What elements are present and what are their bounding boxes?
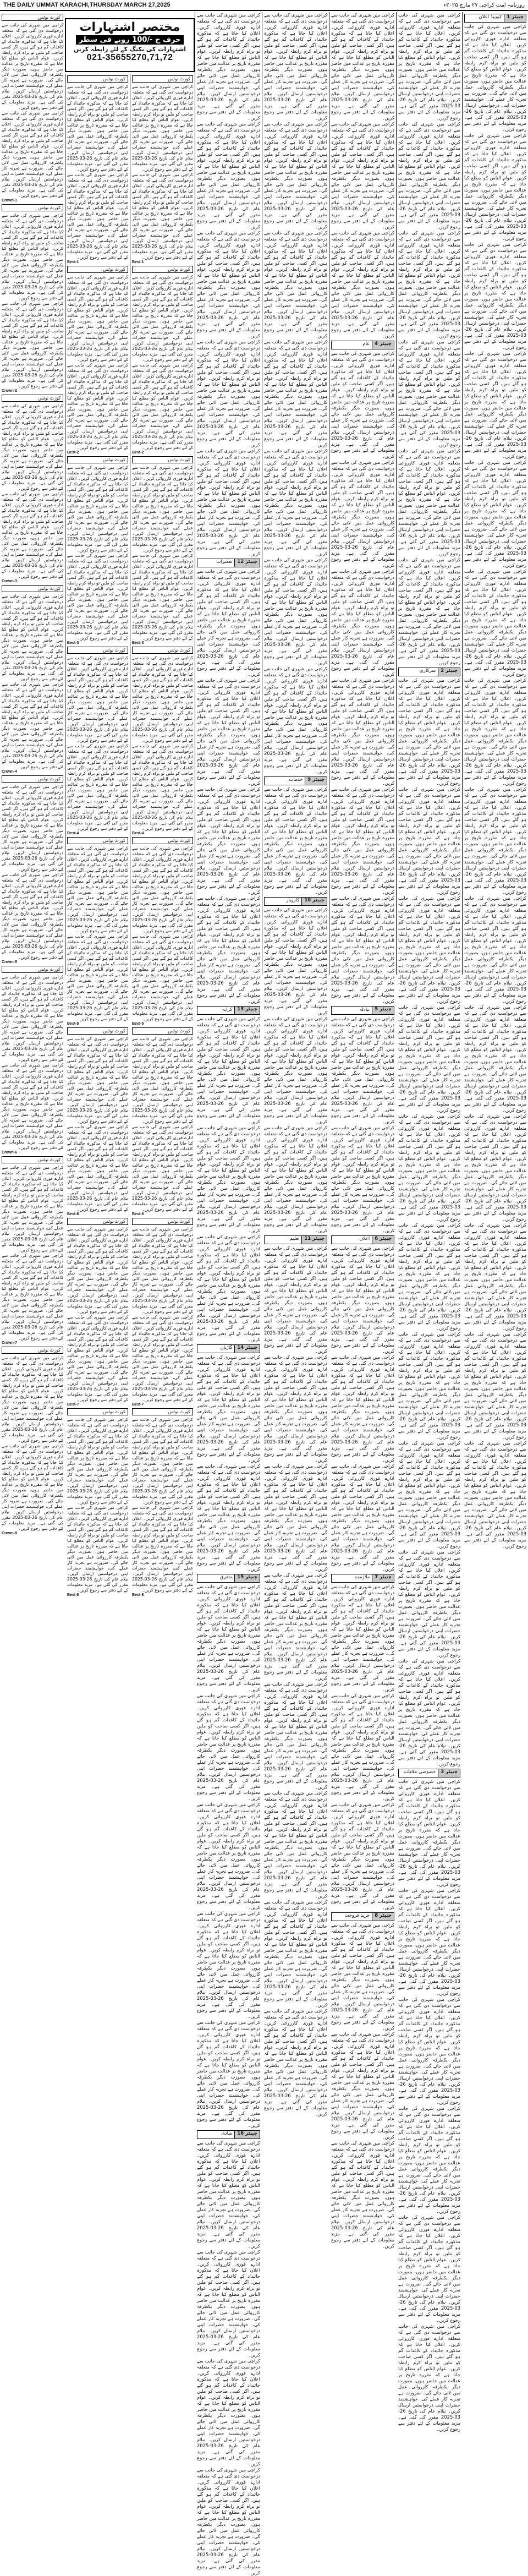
ad-text: کراچی میں شہری کی جانب سے درخواست دی گئی ہے کہ متعلقہ ادارے فوری کارروائی کریں۔ اعلان کیا جاتا ہے کہ مذکورہ جائیداد کے کاغذات گم ہو گئے ہیں، اگر کسی صاحب کو ملیں تو براہ کرم رابطہ کریں۔ عوام الناس کو مطلع کیا جاتا ہے کہ مقررہ تاریخ پر عدالت میں حاضر ہوں، بصورت دیگر یکطرفہ کارروائی عمل میں لائی جائے گی۔ ضرورت ہے تجربہ کار عملے کی، خواہشمند حضرات اپنی درخواستیں ارسال کریں۔ نیلام عام کی تاریخ 26-03-2025 مقرر کی گئی ہے۔ مزید معلومات کے لئے دفتر سے رجوع کریں۔ (197, 1125, 260, 1233)
ad-text: کراچی میں شہری کی جانب سے درخواست دی گئی ہے کہ متعلقہ ادارے فوری کارروائی کریں۔ اعلان کیا جاتا ہے کہ مذکورہ جائیداد کے کاغذات گم ہو گئے ہیں، اگر کسی صاحب کو ملیں تو براہ کرم رابطہ کریں۔ عوام الناس کو مطلع کیا جاتا ہے کہ مقررہ تاریخ پر عدالت میں حاضر ہوں، بصورت دیگر یکطرفہ کارروائی عمل میں لائی جائے گی۔ ضرورت ہے تجربہ کار عملے کی، خواہشمند حضرات اپنی درخواستیں ارسال کریں۔ نیلام عام کی تاریخ 26-03-2025 مقرر کی گئی ہے۔ مزید معلومات کے لئے دفتر سے رجوع کریں۔ (264, 230, 327, 338)
court-notice-text: کراچی میں شہری کی جانب سے درخواست دی گئی ہے کہ متعلقہ ادارے فوری کارروائی کریں۔ اعلان کیا جاتا ہے کہ مذکورہ جائیداد کے کاغذات گم ہو گئے ہیں، اگر کسی صاحب کو ملیں تو براہ کرم رابطہ کریں۔ عوام الناس کو مطلع کیا جاتا ہے کہ مقررہ تاریخ پر عدالت میں حاضر ہوں، بصورت دیگر یکطرفہ کارروائی عمل میں لائی جائے گی۔ ضرورت ہے تجربہ کار عملے کی، خواہشمند حضرات اپنی درخواستیں ارسال کریں۔ نیلام عام کی تاریخ 26-03-2025 مقرر کی گئی ہے۔ مزید معلومات کے لئے دفتر سے رجوع کریں۔ (132, 934, 193, 1021)
court-notice-heading: کورٹ نوٹس (2, 966, 63, 973)
court-notice-text: کراچی میں شہری کی جانب سے درخواست دی گئی ہے کہ متعلقہ ادارے فوری کارروائی کریں۔ اعلان کیا جاتا ہے کہ مذکورہ جائیداد کے کاغذات گم ہو گئے ہیں، اگر کسی صاحب کو ملیں تو براہ کرم رابطہ کریں۔ عوام الناس کو مطلع کیا جاتا ہے کہ مقررہ تاریخ پر عدالت میں حاضر ہوں، بصورت دیگر یکطرفہ کارروائی عمل میں لائی جائے گی۔ ضرورت ہے تجربہ کار عملے کی، خواہشمند حضرات اپنی درخواستیں ارسال کریں۔ نیلام عام کی تاریخ 26-03-2025 مقرر کی گئی ہے۔ مزید معلومات کے لئے دفتر سے رجوع کریں۔ (2, 301, 64, 389)
ad-text: کراچی میں شہری کی جانب سے درخواست دی گئی ہے کہ متعلقہ ادارے فوری کارروائی کریں۔ اعلان کیا جاتا ہے کہ مذکورہ جائیداد کے کاغذات گم ہو گئے ہیں، اگر کسی صاحب کو ملیں تو براہ کرم رابطہ کریں۔ عوام الناس کو مطلع کیا جاتا ہے کہ مقررہ تاریخ پر عدالت میں حاضر ہوں، بصورت دیگر یکطرفہ کارروائی عمل میں لائی جائے گی۔ ضرورت ہے تجربہ کار عملے کی، خواہشمند حضرات اپنی درخواستیں ارسال کریں۔ نیلام عام کی تاریخ 26-03-2025 مقرر کی گئی ہے۔ مزید معلومات کے لئے دفتر سے رجوع کریں۔ (264, 666, 327, 774)
agency-code: Best-6 (67, 1212, 79, 1216)
classified-column-5 (262, 12, 329, 2116)
ad-text: کراچی میں شہری کی جانب سے درخواست دی گئی ہے کہ متعلقہ ادارے فوری کارروائی کریں۔ اعلان کیا جاتا ہے کہ مذکورہ جائیداد کے کاغذات گم ہو گئے ہیں، اگر کسی صاحب کو ملیں تو براہ کرم رابطہ کریں۔ عوام الناس کو مطلع کیا جاتا ہے کہ مقررہ تاریخ پر عدالت میں حاضر ہوں، بصورت دیگر یکطرفہ کارروائی عمل میں لائی جائے گی۔ ضرورت ہے تجربہ کار عملے کی، خواہشمند حضرات اپنی درخواستیں ارسال کریں۔ نیلام عام کی تاریخ 26-03-2025 مقرر کی گئی ہے۔ مزید معلومات کے لئے دفتر سے رجوع کریں۔ (197, 1911, 260, 2019)
section-tag-label: کرایہ (222, 1007, 233, 1013)
masthead (0, 0, 528, 11)
court-notice-text: کراچی میں شہری کی جانب سے درخواست دی گئی ہے کہ متعلقہ ادارے فوری کارروائی کریں۔ اعلان کیا جاتا ہے کہ مذکورہ جائیداد کے کاغذات گم ہو گئے ہیں، اگر کسی صاحب کو ملیں تو براہ کرم رابطہ کریں۔ عوام الناس کو مطلع کیا جاتا ہے کہ مقررہ تاریخ پر عدالت میں حاضر ہوں، بصورت دیگر یکطرفہ کارروائی عمل میں لائی جائے گی۔ ضرورت ہے تجربہ کار عملے کی، خواہشمند حضرات اپنی درخواستیں ارسال کریں۔ نیلام عام کی تاریخ 26-03-2025 مقرر کی گئی ہے۔ مزید معلومات کے لئے دفتر سے رجوع کریں۔ (67, 1315, 128, 1402)
court-notice-heading: کورٹ نوٹس (2, 585, 63, 592)
court-notice-text: کراچی میں شہری کی جانب سے درخواست دی گئی ہے کہ متعلقہ ادارے فوری کارروائی کریں۔ اعلان کیا جاتا ہے کہ مذکورہ جائیداد کے کاغذات گم ہو گئے ہیں، اگر کسی صاحب کو ملیں تو براہ کرم رابطہ کریں۔ عوام الناس کو مطلع کیا جاتا ہے کہ مقررہ تاریخ پر عدالت میں حاضر ہوں، بصورت دیگر یکطرفہ کارروائی عمل میں لائی جائے گی۔ ضرورت ہے تجربہ کار عملے کی، خواہشمند حضرات اپنی درخواستیں ارسال کریں۔ نیلام عام کی تاریخ 26-03-2025 مقرر کی گئی ہے۔ مزید معلومات کے لئے دفتر سے رجوع کریں۔ (2, 1443, 64, 1531)
ad-text: کراچی میں شہری کی جانب سے درخواست دی گئی ہے کہ متعلقہ ادارے فوری کارروائی کریں۔ اعلان کیا جاتا ہے کہ مذکورہ جائیداد کے کاغذات گم ہو گئے ہیں، اگر کسی صاحب کو ملیں تو براہ کرم رابطہ کریں۔ عوام الناس کو مطلع کیا جاتا ہے کہ مقررہ تاریخ پر عدالت میں حاضر ہوں، بصورت دیگر یکطرفہ کارروائی عمل میں لائی جائے گی۔ ضرورت ہے تجربہ کار عملے کی، خواہشمند حضرات اپنی درخواستیں ارسال کریں۔ نیلام عام کی تاریخ 26-03-2025 مقرر کی گئی ہے۔ مزید معلومات کے لئے دفتر سے رجوع کریں۔ (331, 1125, 394, 1233)
section-tag (264, 1235, 327, 1244)
court-notice-text: کراچی میں شہری کی جانب سے درخواست دی گئی ہے کہ متعلقہ ادارے فوری کارروائی کریں۔ اعلان کیا جاتا ہے کہ مذکورہ جائیداد کے کاغذات گم ہو گئے ہیں، اگر کسی صاحب کو ملیں تو براہ کرم رابطہ کریں۔ عوام الناس کو مطلع کیا جاتا ہے کہ مقررہ تاریخ پر عدالت میں حاضر ہوں، بصورت دیگر یکطرفہ کارروائی عمل میں لائی جائے گی۔ ضرورت ہے تجربہ کار عملے کی، خواہشمند حضرات اپنی درخواستیں ارسال کریں۔ نیلام عام کی تاریخ 26-03-2025 مقرر کی گئی ہے۔ مزید معلومات کے لئے دفتر سے رجوع کریں۔ (67, 1036, 128, 1124)
court-notice-heading: کورٹ نوٹس (132, 1408, 193, 1415)
section-tag-label: خدمات (289, 777, 303, 783)
ad-text: کراچی میں شہری کی جانب سے درخواست دی گئی ہے کہ متعلقہ ادارے فوری کارروائی کریں۔ اعلان کیا جاتا ہے کہ مذکورہ جائیداد کے کاغذات گم ہو گئے ہیں، اگر کسی صاحب کو ملیں تو براہ کرم رابطہ کریں۔ عوام الناس کو مطلع کیا جاتا ہے کہ مقررہ تاریخ پر عدالت میں حاضر ہوں، بصورت دیگر یکطرفہ کارروائی عمل میں لائی جائے گی۔ ضرورت ہے تجربہ کار عملے کی، خواہشمند حضرات اپنی درخواستیں ارسال کریں۔ نیلام عام کی تاریخ 26-03-2025 مقرر کی گئی ہے۔ مزید معلومات کے لئے دفتر سے رجوع کریں۔ (464, 568, 526, 677)
short-ads-phone: 021-35655270,71,72 (86, 53, 173, 62)
section-tag-label: کیوپیڈ اعلان (479, 14, 502, 20)
agency-code: Crown-4 (2, 770, 17, 774)
ad-text: کراچی میں شہری کی جانب سے درخواست دی گئی ہے کہ متعلقہ ادارے فوری کارروائی کریں۔ اعلان کیا جاتا ہے کہ مذکورہ جائیداد کے کاغذات گم ہو گئے ہیں، اگر کسی صاحب کو ملیں تو براہ کرم رابطہ کریں۔ عوام الناس کو مطلع کیا جاتا ہے کہ مقررہ تاریخ پر عدالت میں حاضر ہوں، بصورت دیگر یکطرفہ کارروائی عمل میں لائی جائے گی۔ ضرورت ہے تجربہ کار عملے کی، خواہشمند حضرات اپنی درخواستیں ارسال کریں۔ نیلام عام کی تاریخ 26-03-2025 مقرر کی گئی ہے۔ مزید معلومات کے لئے دفتر سے رجوع کریں۔ (197, 339, 260, 447)
agency-code: Best-8 (132, 1593, 144, 1597)
court-notice-text: کراچی میں شہری کی جانب سے درخواست دی گئی ہے کہ متعلقہ ادارے فوری کارروائی کریں۔ اعلان کیا جاتا ہے کہ مذکورہ جائیداد کے کاغذات گم ہو گئے ہیں، اگر کسی صاحب کو ملیں تو براہ کرم رابطہ کریں۔ عوام الناس کو مطلع کیا جاتا ہے کہ مقررہ تاریخ پر عدالت میں حاضر ہوں، بصورت دیگر یکطرفہ کارروائی عمل میں لائی جائے گی۔ ضرورت ہے تجربہ کار عملے کی، خواہشمند حضرات اپنی درخواستیں ارسال کریں۔ نیلام عام کی تاریخ 26-03-2025 مقرر کی گئی ہے۔ مزید معلومات کے لئے دفتر سے رجوع کریں۔ (132, 846, 193, 933)
court-notices-column-left (0, 12, 65, 1535)
ad-text: کراچی میں شہری کی جانب سے درخواست دی گئی ہے کہ متعلقہ ادارے فوری کارروائی کریں۔ اعلان کیا جاتا ہے کہ مذکورہ جائیداد کے کاغذات گم ہو گئے ہیں، اگر کسی صاحب کو ملیں تو براہ کرم رابطہ کریں۔ عوام الناس کو مطلع کیا جاتا ہے کہ مقررہ تاریخ پر عدالت میں حاضر ہوں، بصورت دیگر یکطرفہ کارروائی عمل میں لائی جائے گی۔ ضرورت ہے تجربہ کار عملے کی، خواہشمند حضرات اپنی درخواستیں ارسال کریں۔ نیلام عام کی تاریخ 26-03-2025 مقرر کی گئی ہے۔ مزید معلومات کے لئے دفتر سے رجوع کریں۔ (197, 895, 260, 1004)
agency-code: Best-8 (67, 1593, 79, 1597)
section-tag (264, 897, 327, 906)
court-notice-heading: کورٹ نوٹس (67, 1218, 128, 1225)
ad-text: کراچی میں شہری کی جانب سے درخواست دی گئی ہے کہ متعلقہ ادارے فوری کارروائی کریں۔ اعلان کیا جاتا ہے کہ مذکورہ جائیداد کے کاغذات گم ہو گئے ہیں، اگر کسی صاحب کو ملیں تو براہ کرم رابطہ کریں۔ عوام الناس کو مطلع کیا جاتا ہے کہ مقررہ تاریخ پر عدالت میں حاضر ہوں، بصورت دیگر یکطرفہ کارروائی عمل میں لائی جائے گی۔ ضرورت ہے تجربہ کار عملے کی، خواہشمند حضرات اپنی درخواستیں ارسال کریں۔ نیلام عام کی تاریخ 26-03-2025 مقرر کی گئی ہے۔ مزید معلومات کے لئے دفتر سے رجوع کریں۔ (331, 1245, 394, 1354)
ad-text: کراچی میں شہری کی جانب سے درخواست دی گئی ہے کہ متعلقہ ادارے فوری کارروائی کریں۔ اعلان کیا جاتا ہے کہ مذکورہ جائیداد کے کاغذات گم ہو گئے ہیں، اگر کسی صاحب کو ملیں تو براہ کرم رابطہ کریں۔ عوام الناس کو مطلع کیا جاتا ہے کہ مقررہ تاریخ پر عدالت میں حاضر ہوں، بصورت دیگر یکطرفہ کارروائی عمل میں لائی جائے گی۔ ضرورت ہے تجربہ کار عملے کی، خواہشمند حضرات اپنی درخواستیں ارسال کریں۔ نیلام عام کی تاریخ 26-03-2025 مقرر کی گئی ہے۔ مزید معلومات کے لئے دفتر سے رجوع کریں۔ (398, 339, 460, 447)
court-notice-heading: کورٹ نوٹس (132, 456, 193, 463)
classified-column-6 (195, 12, 262, 2575)
agency-code: Best-3 (67, 641, 79, 645)
section-tag-number: چیپٹر 10 (301, 898, 327, 905)
ad-text: کراچی میں شہری کی جانب سے درخواست دی گئی ہے کہ متعلقہ ادارے فوری کارروائی کریں۔ اعلان کیا جاتا ہے کہ مذکورہ جائیداد کے کاغذات گم ہو گئے ہیں، اگر کسی صاحب کو ملیں تو براہ کرم رابطہ کریں۔ عوام الناس کو مطلع کیا جاتا ہے کہ مقررہ تاریخ پر عدالت میں حاضر ہوں، بصورت دیگر یکطرفہ کارروائی عمل میں لائی جائے گی۔ ضرورت ہے تجربہ کار عملے کی، خواہشمند حضرات اپنی درخواستیں ارسال کریں۔ نیلام عام کی تاریخ 26-03-2025 مقرر کی گئی ہے۔ مزید معلومات کے لئے دفتر سے رجوع کریں۔ (331, 568, 394, 677)
court-notice-text: کراچی میں شہری کی جانب سے درخواست دی گئی ہے کہ متعلقہ ادارے فوری کارروائی کریں۔ اعلان کیا جاتا ہے کہ مذکورہ جائیداد کے کاغذات گم ہو گئے ہیں، اگر کسی صاحب کو ملیں تو براہ کرم رابطہ کریں۔ عوام الناس کو مطلع کیا جاتا ہے کہ مقررہ تاریخ پر عدالت میں حاضر ہوں، بصورت دیگر یکطرفہ کارروائی عمل میں لائی جائے گی۔ ضرورت ہے تجربہ کار عملے کی، خواہشمند حضرات اپنی درخواستیں ارسال کریں۔ نیلام عام کی تاریخ 26-03-2025 مقرر کی گئی ہے۔ مزید معلومات کے لئے دفتر سے رجوع کریں۔ (132, 553, 193, 641)
ad-text: کراچی میں شہری کی جانب سے درخواست دی گئی ہے کہ متعلقہ ادارے فوری کارروائی کریں۔ اعلان کیا جاتا ہے کہ مذکورہ جائیداد کے کاغذات گم ہو گئے ہیں، اگر کسی صاحب کو ملیں تو براہ کرم رابطہ کریں۔ عوام الناس کو مطلع کیا جاتا ہے کہ مقررہ تاریخ پر عدالت میں حاضر ہوں، بصورت دیگر یکطرفہ کارروائی عمل میں لائی جائے گی۔ ضرورت ہے تجربہ کار عملے کی، خواہشمند حضرات اپنی درخواستیں ارسال کریں۔ نیلام عام کی تاریخ 26-03-2025 مقرر کی گئی ہے۔ مزید معلومات کے لئے دفتر سے رجوع کریں۔ (464, 1331, 526, 1440)
ad-text: کراچی میں شہری کی جانب سے درخواست دی گئی ہے کہ متعلقہ ادارے فوری کارروائی کریں۔ اعلان کیا جاتا ہے کہ مذکورہ جائیداد کے کاغذات گم ہو گئے ہیں، اگر کسی صاحب کو ملیں تو براہ کرم رابطہ کریں۔ عوام الناس کو مطلع کیا جاتا ہے کہ مقررہ تاریخ پر عدالت میں حاضر ہوں، بصورت دیگر یکطرفہ کارروائی عمل میں لائی جائے گی۔ ضرورت ہے تجربہ کار عملے کی، خواہشمند حضرات اپنی درخواستیں ارسال کریں۔ نیلام عام کی تاریخ 26-03-2025 مقرر کی گئی ہے۔ مزید معلومات کے لئے دفتر سے رجوع کریں۔ (398, 1440, 460, 1549)
ad-text: کراچی میں شہری کی جانب سے درخواست دی گئی ہے کہ متعلقہ ادارے فوری کارروائی کریں۔ اعلان کیا جاتا ہے کہ مذکورہ جائیداد کے کاغذات گم ہو گئے ہیں، اگر کسی صاحب کو ملیں تو براہ کرم رابطہ کریں۔ عوام الناس کو مطلع کیا جاتا ہے کہ مقررہ تاریخ پر عدالت میں حاضر ہوں، بصورت دیگر یکطرفہ کارروائی عمل میں لائی جائے گی۔ ضرورت ہے تجربہ کار عملے کی، خواہشمند حضرات اپنی درخواستیں ارسال کریں۔ نیلام عام کی تاریخ 26-03-2025 مقرر کی گئی ہے۔ مزید معلومات کے لئے دفتر سے رجوع کریں۔ (264, 1125, 327, 1233)
court-notice-heading: کورٹ نوٹس (67, 456, 128, 463)
court-notice-heading: کورٹ نوٹس (2, 204, 63, 211)
agency-code: Crown-2 (2, 389, 17, 393)
ad-text: کراچی میں شہری کی جانب سے درخواست دی گئی ہے کہ متعلقہ ادارے فوری کارروائی کریں۔ اعلان کیا جاتا ہے کہ مذکورہ جائیداد کے کاغذات گم ہو گئے ہیں، اگر کسی صاحب کو ملیں تو براہ کرم رابطہ کریں۔ عوام الناس کو مطلع کیا جاتا ہے کہ مقررہ تاریخ پر عدالت میں حاضر ہوں، بصورت دیگر یکطرفہ کارروائی عمل میں لائی جائے گی۔ ضرورت ہے تجربہ کار عملے کی، خواہشمند حضرات اپنی درخواستیں ارسال کریں۔ نیلام عام کی تاریخ 26-03-2025 مقرر کی گئی ہے۔ مزید معلومات کے لئے دفتر سے رجوع کریں۔ (197, 568, 260, 677)
ad-text: کراچی میں شہری کی جانب سے درخواست دی گئی ہے کہ متعلقہ ادارے فوری کارروائی کریں۔ اعلان کیا جاتا ہے کہ مذکورہ جائیداد کے کاغذات گم ہو گئے ہیں، اگر کسی صاحب کو ملیں تو براہ کرم رابطہ کریں۔ عوام الناس کو مطلع کیا جاتا ہے کہ مقررہ تاریخ پر عدالت میں حاضر ہوں، بصورت دیگر یکطرفہ کارروائی عمل میں لائی جائے گی۔ ضرورت ہے تجربہ کار عملے کی، خواہشمند حضرات اپنی درخواستیں ارسال کریں۔ نیلام عام کی تاریخ 26-03-2025 مقرر کی گئی ہے۔ مزید معلومات کے لئے دفتر سے رجوع کریں۔ (398, 1222, 460, 1331)
section-tag (197, 2130, 260, 2139)
ad-text: کراچی میں شہری کی جانب سے درخواست دی گئی ہے کہ متعلقہ ادارے فوری کارروائی کریں۔ اعلان کیا جاتا ہے کہ مذکورہ جائیداد کے کاغذات گم ہو گئے ہیں، اگر کسی صاحب کو ملیں تو براہ کرم رابطہ کریں۔ عوام الناس کو مطلع کیا جاتا ہے کہ مقررہ تاریخ پر عدالت میں حاضر ہوں، بصورت دیگر یکطرفہ کارروائی عمل میں لائی جائے گی۔ ضرورت ہے تجربہ کار عملے کی، خواہشمند حضرات اپنی درخواستیں ارسال کریں۔ نیلام عام کی تاریخ 26-03-2025 مقرر کی گئی ہے۔ مزید معلومات کے لئے دفتر سے رجوع کریں۔ (197, 230, 260, 338)
ad-text: کراچی میں شہری کی جانب سے درخواست دی گئی ہے کہ متعلقہ ادارے فوری کارروائی کریں۔ اعلان کیا جاتا ہے کہ مذکورہ جائیداد کے کاغذات گم ہو گئے ہیں، اگر کسی صاحب کو ملیں تو براہ کرم رابطہ کریں۔ عوام الناس کو مطلع کیا جاتا ہے کہ مقررہ تاریخ پر عدالت میں حاضر ہوں، بصورت دیگر یکطرفہ کارروائی عمل میں لائی جائے گی۔ ضرورت ہے تجربہ کار عملے کی، خواہشمند حضرات اپنی درخواستیں ارسال کریں۔ نیلام عام کی تاریخ 26-03-2025 مقرر کی گئی ہے۔ مزید معلومات کے لئے دفتر سے رجوع کریں۔ (264, 1245, 327, 1354)
ad-text: کراچی میں شہری کی جانب سے درخواست دی گئی ہے کہ متعلقہ ادارے فوری کارروائی کریں۔ اعلان کیا جاتا ہے کہ مذکورہ جائیداد کے کاغذات گم ہو گئے ہیں، اگر کسی صاحب کو ملیں تو براہ کرم رابطہ کریں۔ عوام الناس کو مطلع کیا جاتا ہے کہ مقررہ تاریخ پر عدالت میں حاضر ہوں، بصورت دیگر یکطرفہ کارروائی عمل میں لائی جائے گی۔ ضرورت ہے تجربہ کار عملے کی، خواہشمند حضرات اپنی درخواستیں ارسال کریں۔ نیلام عام کی تاریخ 26-03-2025 مقرر کی گئی ہے۔ مزید معلومات کے لئے دفتر سے رجوع کریں۔ (398, 2323, 460, 2432)
court-notice-text: کراچی میں شہری کی جانب سے درخواست دی گئی ہے کہ متعلقہ ادارے فوری کارروائی کریں۔ اعلان کیا جاتا ہے کہ مذکورہ جائیداد کے کاغذات گم ہو گئے ہیں، اگر کسی صاحب کو ملیں تو براہ کرم رابطہ کریں۔ عوام الناس کو مطلع کیا جاتا ہے کہ مقررہ تاریخ پر عدالت میں حاضر ہوں، بصورت دیگر یکطرفہ کارروائی عمل میں لائی جائے گی۔ ضرورت ہے تجربہ کار عملے کی، خواہشمند حضرات اپنی درخواستیں ارسال کریں۔ نیلام عام کی تاریخ 26-03-2025 مقرر کی گئی ہے۔ مزید معلومات کے لئے دفتر سے رجوع کریں۔ (132, 1417, 193, 1505)
short-ads-rate: حرف ح -/100 روپے فی سطر (76, 35, 184, 45)
ad-text: کراچی میں شہری کی جانب سے درخواست دی گئی ہے کہ متعلقہ ادارے فوری کارروائی کریں۔ اعلان کیا جاتا ہے کہ مذکورہ جائیداد کے کاغذات گم ہو گئے ہیں، اگر کسی صاحب کو ملیں تو براہ کرم رابطہ کریں۔ عوام الناس کو مطلع کیا جاتا ہے کہ مقررہ تاریخ پر عدالت میں حاضر ہوں، بصورت دیگر یکطرفہ کارروائی عمل میں لائی جائے گی۔ ضرورت ہے تجربہ کار عملے کی، خواہشمند حضرات اپنی درخواستیں ارسال کریں۔ نیلام عام کی تاریخ 26-03-2025 مقرر کی گئی ہے۔ مزید معلومات کے لئے دفتر سے رجوع کریں۔ (197, 2249, 260, 2358)
section-tag-label: خصوصی ملاقات (403, 1769, 436, 1775)
ad-text: کراچی میں شہری کی جانب سے درخواست دی گئی ہے کہ متعلقہ ادارے فوری کارروائی کریں۔ اعلان کیا جاتا ہے کہ مذکورہ جائیداد کے کاغذات گم ہو گئے ہیں، اگر کسی صاحب کو ملیں تو براہ کرم رابطہ کریں۔ عوام الناس کو مطلع کیا جاتا ہے کہ مقررہ تاریخ پر عدالت میں حاضر ہوں، بصورت دیگر یکطرفہ کارروائی عمل میں لائی جائے گی۔ ضرورت ہے تجربہ کار عملے کی، خواہشمند حضرات اپنی درخواستیں ارسال کریں۔ نیلام عام کی تاریخ 26-03-2025 مقرر کی گئی ہے۔ مزید معلومات کے لئے دفتر سے رجوع کریں۔ (464, 786, 526, 895)
masthead-urdu-title: روزنامہ امت کراچی ۲۷ مارچ ۲۰۲۵ء (443, 2, 525, 8)
ad-text: کراچی میں شہری کی جانب سے درخواست دی گئی ہے کہ متعلقہ ادارے فوری کارروائی کریں۔ اعلان کیا جاتا ہے کہ مذکورہ جائیداد کے کاغذات گم ہو گئے ہیں، اگر کسی صاحب کو ملیں تو براہ کرم رابطہ کریں۔ عوام الناس کو مطلع کیا جاتا ہے کہ مقررہ تاریخ پر عدالت میں حاضر ہوں، بصورت دیگر یکطرفہ کارروائی عمل میں لائی جائے گی۔ ضرورت ہے تجربہ کار عملے کی، خواہشمند حضرات اپنی درخواستیں ارسال کریں۔ نیلام عام کی تاریخ 26-03-2025 مقرر کی گئی ہے۔ مزید معلومات کے لئے دفتر سے رجوع کریں۔ (264, 1463, 327, 1572)
court-notice-heading: کورٹ نوٹس (132, 266, 193, 273)
agency-code: Best-7 (132, 1403, 144, 1407)
ad-text: کراچی میں شہری کی جانب سے درخواست دی گئی ہے کہ متعلقہ ادارے فوری کارروائی کریں۔ اعلان کیا جاتا ہے کہ مذکورہ جائیداد کے کاغذات گم ہو گئے ہیں، اگر کسی صاحب کو ملیں تو براہ کرم رابطہ کریں۔ عوام الناس کو مطلع کیا جاتا ہے کہ مقررہ تاریخ پر عدالت میں حاضر ہوں، بصورت دیگر یکطرفہ کارروائی عمل میں لائی جائے گی۔ ضرورت ہے تجربہ کار عملے کی، خواہشمند حضرات اپنی درخواستیں ارسال کریں۔ نیلام عام کی تاریخ 26-03-2025 مقرر کی گئی ہے۔ مزید معلومات کے لئے دفتر سے رجوع کریں۔ (398, 1658, 460, 1766)
ad-text: کراچی میں شہری کی جانب سے درخواست دی گئی ہے کہ متعلقہ ادارے فوری کارروائی کریں۔ اعلان کیا جاتا ہے کہ مذکورہ جائیداد کے کاغذات گم ہو گئے ہیں، اگر کسی صاحب کو ملیں تو براہ کرم رابطہ کریں۔ عوام الناس کو مطلع کیا جاتا ہے کہ مقررہ تاریخ پر عدالت میں حاضر ہوں، بصورت دیگر یکطرفہ کارروائی عمل میں لائی جائے گی۔ ضرورت ہے تجربہ کار عملے کی، خواہشمند حضرات اپنی درخواستیں ارسال کریں۔ نیلام عام کی تاریخ 26-03-2025 مقرر کی گئی ہے۔ مزید معلومات کے لئے دفتر سے رجوع کریں۔ (197, 448, 260, 556)
court-notice-heading: کورٹ نوٹس (132, 837, 193, 844)
court-notice-text: کراچی میں شہری کی جانب سے درخواست دی گئی ہے کہ متعلقہ ادارے فوری کارروائی کریں۔ اعلان کیا جاتا ہے کہ مذکورہ جائیداد کے کاغذات گم ہو گئے ہیں، اگر کسی صاحب کو ملیں تو براہ کرم رابطہ کریں۔ عوام الناس کو مطلع کیا جاتا ہے کہ مقررہ تاریخ پر عدالت میں حاضر ہوں، بصورت دیگر یکطرفہ کارروائی عمل میں لائی جائے گی۔ ضرورت ہے تجربہ کار عملے کی، خواہشمند حضرات اپنی درخواستیں ارسال کریں۔ نیلام عام کی تاریخ 26-03-2025 مقرر کی گئی ہے۔ مزید معلومات کے لئے دفتر سے رجوع کریں۔ (132, 1227, 193, 1314)
section-tag (331, 1912, 394, 1921)
ad-text: کراچی میں شہری کی جانب سے درخواست دی گئی ہے کہ متعلقہ ادارے فوری کارروائی کریں۔ اعلان کیا جاتا ہے کہ مذکورہ جائیداد کے کاغذات گم ہو گئے ہیں، اگر کسی صاحب کو ملیں تو براہ کرم رابطہ کریں۔ عوام الناس کو مطلع کیا جاتا ہے کہ مقررہ تاریخ پر عدالت میں حاضر ہوں، بصورت دیگر یکطرفہ کارروائی عمل میں لائی جائے گی۔ ضرورت ہے تجربہ کار عملے کی، خواہشمند حضرات اپنی درخواستیں ارسال کریں۔ نیلام عام کی تاریخ 26-03-2025 مقرر کی گئی ہے۔ مزید معلومات کے لئے دفتر سے رجوع کریں۔ (398, 1549, 460, 1658)
agency-code: Crown-6 (2, 1151, 17, 1155)
ad-text: کراچی میں شہری کی جانب سے درخواست دی گئی ہے کہ متعلقہ ادارے فوری کارروائی کریں۔ اعلان کیا جاتا ہے کہ مذکورہ جائیداد کے کاغذات گم ہو گئے ہیں، اگر کسی صاحب کو ملیں تو براہ کرم رابطہ کریں۔ عوام الناس کو مطلع کیا جاتا ہے کہ مقررہ تاریخ پر عدالت میں حاضر ہوں، بصورت دیگر یکطرفہ کارروائی عمل میں لائی جائے گی۔ ضرورت ہے تجربہ کار عملے کی، خواہشمند حضرات اپنی درخواستیں ارسال کریں۔ نیلام عام کی تاریخ 26-03-2025 مقرر کی گئی ہے۔ مزید معلومات کے لئے دفتر سے رجوع کریں۔ (331, 677, 394, 786)
ad-text: کراچی میں شہری کی جانب سے درخواست دی گئی ہے کہ متعلقہ ادارے فوری کارروائی کریں۔ اعلان کیا جاتا ہے کہ مذکورہ جائیداد کے کاغذات گم ہو گئے ہیں، اگر کسی صاحب کو ملیں تو براہ کرم رابطہ کریں۔ عوام الناس کو مطلع کیا جاتا ہے کہ مقررہ تاریخ پر عدالت میں حاضر ہوں، بصورت دیگر یکطرفہ کارروائی عمل میں لائی جائے گی۔ ضرورت ہے تجربہ کار عملے کی، خواہشمند حضرات اپنی درخواستیں ارسال کریں۔ نیلام عام کی تاریخ 26-03-2025 مقرر کی گئی ہے۔ مزید معلومات کے لئے دفتر سے رجوع کریں۔ (398, 1113, 460, 1222)
ad-text: کراچی میں شہری کی جانب سے درخواست دی گئی ہے کہ متعلقہ ادارے فوری کارروائی کریں۔ اعلان کیا جاتا ہے کہ مذکورہ جائیداد کے کاغذات گم ہو گئے ہیں، اگر کسی صاحب کو ملیں تو براہ کرم رابطہ کریں۔ عوام الناس کو مطلع کیا جاتا ہے کہ مقررہ تاریخ پر عدالت میں حاضر ہوں، بصورت دیگر یکطرفہ کارروائی عمل میں لائی جائے گی۔ ضرورت ہے تجربہ کار عملے کی، خواہشمند حضرات اپنی درخواستیں ارسال کریں۔ نیلام عام کی تاریخ 26-03-2025 مقرر کی گئی ہے۔ مزید معلومات کے لئے دفتر سے رجوع کریں۔ (464, 677, 526, 786)
ad-text: کراچی میں شہری کی جانب سے درخواست دی گئی ہے کہ متعلقہ ادارے فوری کارروائی کریں۔ اعلان کیا جاتا ہے کہ مذکورہ جائیداد کے کاغذات گم ہو گئے ہیں، اگر کسی صاحب کو ملیں تو براہ کرم رابطہ کریں۔ عوام الناس کو مطلع کیا جاتا ہے کہ مقررہ تاریخ پر عدالت میں حاضر ہوں، بصورت دیگر یکطرفہ کارروائی عمل میں لائی جائے گی۔ ضرورت ہے تجربہ کار عملے کی، خواہشمند حضرات اپنی درخواستیں ارسال کریں۔ نیلام عام کی تاریخ 26-03-2025 مقرر کی گئی ہے۔ مزید معلومات کے لئے دفتر سے رجوع کریں۔ (264, 786, 327, 895)
court-notice-text: کراچی میں شہری کی جانب سے درخواست دی گئی ہے کہ متعلقہ ادارے فوری کارروائی کریں۔ اعلان کیا جاتا ہے کہ مذکورہ جائیداد کے کاغذات گم ہو گئے ہیں، اگر کسی صاحب کو ملیں تو براہ کرم رابطہ کریں۔ عوام الناس کو مطلع کیا جاتا ہے کہ مقررہ تاریخ پر عدالت میں حاضر ہوں، بصورت دیگر یکطرفہ کارروائی عمل میں لائی جائے گی۔ ضرورت ہے تجربہ کار عملے کی، خواہشمند حضرات اپنی درخواستیں ارسال کریں۔ نیلام عام کی تاریخ 26-03-2025 مقرر کی گئی ہے۔ مزید معلومات کے لئے دفتر سے رجوع کریں۔ (67, 846, 128, 933)
court-notice-text: کراچی میں شہری کی جانب سے درخواست دی گئی ہے کہ متعلقہ ادارے فوری کارروائی کریں۔ اعلان کیا جاتا ہے کہ مذکورہ جائیداد کے کاغذات گم ہو گئے ہیں، اگر کسی صاحب کو ملیں تو براہ کرم رابطہ کریں۔ عوام الناس کو مطلع کیا جاتا ہے کہ مقررہ تاریخ پر عدالت میں حاضر ہوں، بصورت دیگر یکطرفہ کارروائی عمل میں لائی جائے گی۔ ضرورت ہے تجربہ کار عملے کی، خواہشمند حضرات اپنی درخواستیں ارسال کریں۔ نیلام عام کی تاریخ 26-03-2025 مقرر کی گئی ہے۔ مزید معلومات کے لئے دفتر سے رجوع کریں۔ (132, 363, 193, 450)
section-tag-label: سرکاری (420, 668, 436, 674)
court-notice-text: کراچی میں شہری کی جانب سے درخواست دی گئی ہے کہ متعلقہ ادارے فوری کارروائی کریں۔ اعلان کیا جاتا ہے کہ مذکورہ جائیداد کے کاغذات گم ہو گئے ہیں، اگر کسی صاحب کو ملیں تو براہ کرم رابطہ کریں۔ عوام الناس کو مطلع کیا جاتا ہے کہ مقررہ تاریخ پر عدالت میں حاضر ہوں، بصورت دیگر یکطرفہ کارروائی عمل میں لائی جائے گی۔ ضرورت ہے تجربہ کار عملے کی، خواہشمند حضرات اپنی درخواستیں ارسال کریں۔ نیلام عام کی تاریخ 26-03-2025 مقرر کی گئی ہے۔ مزید معلومات کے لئے دفتر سے رجوع کریں۔ (132, 465, 193, 553)
ad-text: کراچی میں شہری کی جانب سے درخواست دی گئی ہے کہ متعلقہ ادارے فوری کارروائی کریں۔ اعلان کیا جاتا ہے کہ مذکورہ جائیداد کے کاغذات گم ہو گئے ہیں، اگر کسی صاحب کو ملیں تو براہ کرم رابطہ کریں۔ عوام الناس کو مطلع کیا جاتا ہے کہ مقررہ تاریخ پر عدالت میں حاضر ہوں، بصورت دیگر یکطرفہ کارروائی عمل میں لائی جائے گی۔ ضرورت ہے تجربہ کار عملے کی، خواہشمند حضرات اپنی درخواستیں ارسال کریں۔ نیلام عام کی تاریخ 26-03-2025 مقرر کی گئی ہے۔ مزید معلومات کے لئے دفتر سے رجوع کریں۔ (398, 1331, 460, 1440)
court-notice-text: کراچی میں شہری کی جانب سے درخواست دی گئی ہے کہ متعلقہ ادارے فوری کارروائی کریں۔ اعلان کیا جاتا ہے کہ مذکورہ جائیداد کے کاغذات گم ہو گئے ہیں، اگر کسی صاحب کو ملیں تو براہ کرم رابطہ کریں۔ عوام الناس کو مطلع کیا جاتا ہے کہ مقررہ تاریخ پر عدالت میں حاضر ہوں، بصورت دیگر یکطرفہ کارروائی عمل میں لائی جائے گی۔ ضرورت ہے تجربہ کار عملے کی، خواہشمند حضرات اپنی درخواستیں ارسال کریں۔ نیلام عام کی تاریخ 26-03-2025 مقرر کی گئی ہے۔ مزید معلومات کے لئے دفتر سے رجوع کریں۔ (132, 743, 193, 831)
ad-text: کراچی میں شہری کی جانب سے درخواست دی گئی ہے کہ متعلقہ ادارے فوری کارروائی کریں۔ اعلان کیا جاتا ہے کہ مذکورہ جائیداد کے کاغذات گم ہو گئے ہیں، اگر کسی صاحب کو ملیں تو براہ کرم رابطہ کریں۔ عوام الناس کو مطلع کیا جاتا ہے کہ مقررہ تاریخ پر عدالت میں حاضر ہوں، بصورت دیگر یکطرفہ کارروائی عمل میں لائی جائے گی۔ ضرورت ہے تجربہ کار عملے کی، خواہشمند حضرات اپنی درخواستیں ارسال کریں۔ نیلام عام کی تاریخ 26-03-2025 مقرر کی گئی ہے۔ مزید معلومات کے لئے دفتر سے رجوع کریں۔ (197, 2467, 260, 2575)
ad-text: کراچی میں شہری کی جانب سے درخواست دی گئی ہے کہ متعلقہ ادارے فوری کارروائی کریں۔ اعلان کیا جاتا ہے کہ مذکورہ جائیداد کے کاغذات گم ہو گئے ہیں، اگر کسی صاحب کو ملیں تو براہ کرم رابطہ کریں۔ عوام الناس کو مطلع کیا جاتا ہے کہ مقررہ تاریخ پر عدالت میں حاضر ہوں، بصورت دیگر یکطرفہ کارروائی عمل میں لائی جائے گی۔ ضرورت ہے تجربہ کار عملے کی، خواہشمند حضرات اپنی درخواستیں ارسال کریں۔ نیلام عام کی تاریخ 26-03-2025 مقرر کی گئی ہے۔ مزید معلومات کے لئے دفتر سے رجوع کریں۔ (331, 460, 394, 568)
court-notice-text: کراچی میں شہری کی جانب سے درخواست دی گئی ہے کہ متعلقہ ادارے فوری کارروائی کریں۔ اعلان کیا جاتا ہے کہ مذکورہ جائیداد کے کاغذات گم ہو گئے ہیں، اگر کسی صاحب کو ملیں تو براہ کرم رابطہ کریں۔ عوام الناس کو مطلع کیا جاتا ہے کہ مقررہ تاریخ پر عدالت میں حاضر ہوں، بصورت دیگر یکطرفہ کارروائی عمل میں لائی جائے گی۔ ضرورت ہے تجربہ کار عملے کی، خواہشمند حضرات اپنی درخواستیں ارسال کریں۔ نیلام عام کی تاریخ 26-03-2025 مقرر کی گئی ہے۔ مزید معلومات کے لئے دفتر سے رجوع کریں۔ (132, 1505, 193, 1593)
court-notice-text: کراچی میں شہری کی جانب سے درخواست دی گئی ہے کہ متعلقہ ادارے فوری کارروائی کریں۔ اعلان کیا جاتا ہے کہ مذکورہ جائیداد کے کاغذات گم ہو گئے ہیں، اگر کسی صاحب کو ملیں تو براہ کرم رابطہ کریں۔ عوام الناس کو مطلع کیا جاتا ہے کہ مقررہ تاریخ پر عدالت میں حاضر ہوں، بصورت دیگر یکطرفہ کارروائی عمل میں لائی جائے گی۔ ضرورت ہے تجربہ کار عملے کی، خواہشمند حضرات اپنی درخواستیں ارسال کریں۔ نیلام عام کی تاریخ 26-03-2025 مقرر کی گئی ہے۔ مزید معلومات کے لئے دفتر سے رجوع کریں۔ (2, 1063, 64, 1150)
short-ads-title: مختصر اشتہارات (79, 20, 180, 34)
section-tag-number: چیپٹر 6 (372, 1236, 394, 1244)
agency-code: Best-1 (67, 260, 79, 264)
court-notice-heading: کورٹ نوٹس (67, 1027, 128, 1035)
ad-text: کراچی میں شہری کی جانب سے درخواست دی گئی ہے کہ متعلقہ ادارے فوری کارروائی کریں۔ اعلان کیا جاتا ہے کہ مذکورہ جائیداد کے کاغذات گم ہو گئے ہیں، اگر کسی صاحب کو ملیں تو براہ کرم رابطہ کریں۔ عوام الناس کو مطلع کیا جاتا ہے کہ مقررہ تاریخ پر عدالت میں حاضر ہوں، بصورت دیگر یکطرفہ کارروائی عمل میں لائی جائے گی۔ ضرورت ہے تجربہ کار عملے کی، خواہشمند حضرات اپنی درخواستیں ارسال کریں۔ نیلام عام کی تاریخ 26-03-2025 مقرر کی گئی ہے۔ مزید معلومات کے لئے دفتر سے رجوع کریں۔ (398, 2105, 460, 2214)
agency-code: Best-7 (67, 1403, 79, 1407)
ad-text: کراچی میں شہری کی جانب سے درخواست دی گئی ہے کہ متعلقہ ادارے فوری کارروائی کریں۔ اعلان کیا جاتا ہے کہ مذکورہ جائیداد کے کاغذات گم ہو گئے ہیں، اگر کسی صاحب کو ملیں تو براہ کرم رابطہ کریں۔ عوام الناس کو مطلع کیا جاتا ہے کہ مقررہ تاریخ پر عدالت میں حاضر ہوں، بصورت دیگر یکطرفہ کارروائی عمل میں لائی جائے گی۔ ضرورت ہے تجربہ کار عملے کی، خواہشمند حضرات اپنی درخواستیں ارسال کریں۔ نیلام عام کی تاریخ 26-03-2025 مقرر کی گئی ہے۔ مزید معلومات کے لئے دفتر سے رجوع کریں۔ (331, 786, 394, 895)
section-tag-label: تعمیرات (216, 559, 233, 565)
section-tag-number: چیپٹر 5 (372, 1007, 394, 1014)
ad-text: کراچی میں شہری کی جانب سے درخواست دی گئی ہے کہ متعلقہ ادارے فوری کارروائی کریں۔ اعلان کیا جاتا ہے کہ مذکورہ جائیداد کے کاغذات گم ہو گئے ہیں، اگر کسی صاحب کو ملیں تو براہ کرم رابطہ کریں۔ عوام الناس کو مطلع کیا جاتا ہے کہ مقررہ تاریخ پر عدالت میں حاضر ہوں، بصورت دیگر یکطرفہ کارروائی عمل میں لائی جائے گی۔ ضرورت ہے تجربہ کار عملے کی، خواہشمند حضرات اپنی درخواستیں ارسال کریں۔ نیلام عام کی تاریخ 26-03-2025 مقرر کی گئی ہے۔ مزید معلومات کے لئے دفتر سے رجوع کریں۔ (331, 1463, 394, 1572)
ad-text: کراچی میں شہری کی جانب سے درخواست دی گئی ہے کہ متعلقہ ادارے فوری کارروائی کریں۔ اعلان کیا جاتا ہے کہ مذکورہ جائیداد کے کاغذات گم ہو گئے ہیں، اگر کسی صاحب کو ملیں تو براہ کرم رابطہ کریں۔ عوام الناس کو مطلع کیا جاتا ہے کہ مقررہ تاریخ پر عدالت میں حاضر ہوں، بصورت دیگر یکطرفہ کارروائی عمل میں لائی جائے گی۔ ضرورت ہے تجربہ کار عملے کی، خواہشمند حضرات اپنی درخواستیں ارسال کریں۔ نیلام عام کی تاریخ 26-03-2025 مقرر کی گئی ہے۔ مزید معلومات کے لئے دفتر سے رجوع کریں۔ (398, 895, 460, 1004)
court-notice-text: کراچی میں شہری کی جانب سے درخواست دی گئی ہے کہ متعلقہ ادارے فوری کارروائی کریں۔ اعلان کیا جاتا ہے کہ مذکورہ جائیداد کے کاغذات گم ہو گئے ہیں، اگر کسی صاحب کو ملیں تو براہ کرم رابطہ کریں۔ عوام الناس کو مطلع کیا جاتا ہے کہ مقررہ تاریخ پر عدالت میں حاضر ہوں، بصورت دیگر یکطرفہ کارروائی عمل میں لائی جائے گی۔ ضرورت ہے تجربہ کار عملے کی، خواہشمند حضرات اپنی درخواستیں ارسال کریں۔ نیلام عام کی تاریخ 26-03-2025 مقرر کی گئی ہے۔ مزید معلومات کے لئے دفتر سے رجوع کریں۔ (67, 363, 128, 450)
section-tag-number: چیپٹر 8 (372, 1913, 394, 1921)
ad-text: کراچی میں شہری کی جانب سے درخواست دی گئی ہے کہ متعلقہ ادارے فوری کارروائی کریں۔ اعلان کیا جاتا ہے کہ مذکورہ جائیداد کے کاغذات گم ہو گئے ہیں، اگر کسی صاحب کو ملیں تو براہ کرم رابطہ کریں۔ عوام الناس کو مطلع کیا جاتا ہے کہ مقررہ تاریخ پر عدالت میں حاضر ہوں، بصورت دیگر یکطرفہ کارروائی عمل میں لائی جائے گی۔ ضرورت ہے تجربہ کار عملے کی، خواہشمند حضرات اپنی درخواستیں ارسال کریں۔ نیلام عام کی تاریخ 26-03-2025 مقرر کی گئی ہے۔ مزید معلومات کے لئے دفتر سے رجوع کریں۔ (398, 677, 460, 786)
ad-text: کراچی میں شہری کی جانب سے درخواست دی گئی ہے کہ متعلقہ ادارے فوری کارروائی کریں۔ اعلان کیا جاتا ہے کہ مذکورہ جائیداد کے کاغذات گم ہو گئے ہیں، اگر کسی صاحب کو ملیں تو براہ کرم رابطہ کریں۔ عوام الناس کو مطلع کیا جاتا ہے کہ مقررہ تاریخ پر عدالت میں حاضر ہوں، بصورت دیگر یکطرفہ کارروائی عمل میں لائی جائے گی۔ ضرورت ہے تجربہ کار عملے کی، خواہشمند حضرات اپنی درخواستیں ارسال کریں۔ نیلام عام کی تاریخ 26-03-2025 مقرر کی گئی ہے۔ مزید معلومات کے لئے دفتر سے رجوع کریں۔ (398, 1997, 460, 2105)
ad-text: کراچی میں شہری کی جانب سے درخواست دی گئی ہے کہ متعلقہ ادارے فوری کارروائی کریں۔ اعلان کیا جاتا ہے کہ مذکورہ جائیداد کے کاغذات گم ہو گئے ہیں، اگر کسی صاحب کو ملیں تو براہ کرم رابطہ کریں۔ عوام الناس کو مطلع کیا جاتا ہے کہ مقررہ تاریخ پر عدالت میں حاضر ہوں، بصورت دیگر یکطرفہ کارروائی عمل میں لائی جائے گی۔ ضرورت ہے تجربہ کار عملے کی، خواہشمند حضرات اپنی درخواستیں ارسال کریں۔ نیلام عام کی تاریخ 26-03-2025 مقرر کی گئی ہے۔ مزید معلومات کے لئے دفتر سے رجوع کریں۔ (264, 907, 327, 1015)
court-notice-text: کراچی میں شہری کی جانب سے درخواست دی گئی ہے کہ متعلقہ ادارے فوری کارروائی کریں۔ اعلان کیا جاتا ہے کہ مذکورہ جائیداد کے کاغذات گم ہو گئے ہیں، اگر کسی صاحب کو ملیں تو براہ کرم رابطہ کریں۔ عوام الناس کو مطلع کیا جاتا ہے کہ مقررہ تاریخ پر عدالت میں حاضر ہوں، بصورت دیگر یکطرفہ کارروائی عمل میں لائی جائے گی۔ ضرورت ہے تجربہ کار عملے کی، خواہشمند حضرات اپنی درخواستیں ارسال کریں۔ نیلام عام کی تاریخ 26-03-2025 مقرر کی گئی ہے۔ مزید معلومات کے لئے دفتر سے رجوع کریں۔ (2, 975, 64, 1062)
section-tag (197, 1006, 260, 1015)
section-tag-number: چیپٹر 4 (372, 341, 394, 349)
court-notice-heading: کورٹ نوٹس (132, 647, 193, 654)
ad-text: کراچی میں شہری کی جانب سے درخواست دی گئی ہے کہ متعلقہ ادارے فوری کارروائی کریں۔ اعلان کیا جاتا ہے کہ مذکورہ جائیداد کے کاغذات گم ہو گئے ہیں، اگر کسی صاحب کو ملیں تو براہ کرم رابطہ کریں۔ عوام الناس کو مطلع کیا جاتا ہے کہ مقررہ تاریخ پر عدالت میں حاضر ہوں، بصورت دیگر یکطرفہ کارروائی عمل میں لائی جائے گی۔ ضرورت ہے تجربہ کار عملے کی، خواہشمند حضرات اپنی درخواستیں ارسال کریں۔ نیلام عام کی تاریخ 26-03-2025 مقرر کی گئی ہے۔ مزید معلومات کے لئے دفتر سے رجوع کریں۔ (331, 230, 394, 338)
court-notices-column-middle (65, 74, 130, 1597)
ad-text: کراچی میں شہری کی جانب سے درخواست دی گئی ہے کہ متعلقہ ادارے فوری کارروائی کریں۔ اعلان کیا جاتا ہے کہ مذکورہ جائیداد کے کاغذات گم ہو گئے ہیں، اگر کسی صاحب کو ملیں تو براہ کرم رابطہ کریں۔ عوام الناس کو مطلع کیا جاتا ہے کہ مقررہ تاریخ پر عدالت میں حاضر ہوں، بصورت دیگر یکطرفہ کارروائی عمل میں لائی جائے گی۔ ضرورت ہے تجربہ کار عملے کی، خواہشمند حضرات اپنی درخواستیں ارسال کریں۔ نیلام عام کی تاریخ 26-03-2025 مقرر کی گئی ہے۔ مزید معلومات کے لئے دفتر سے رجوع کریں۔ (264, 1681, 327, 1790)
agency-code: Best-2 (67, 451, 79, 455)
court-notice-text: کراچی میں شہری کی جانب سے درخواست دی گئی ہے کہ متعلقہ ادارے فوری کارروائی کریں۔ اعلان کیا جاتا ہے کہ مذکورہ جائیداد کے کاغذات گم ہو گئے ہیں، اگر کسی صاحب کو ملیں تو براہ کرم رابطہ کریں۔ عوام الناس کو مطلع کیا جاتا ہے کہ مقررہ تاریخ پر عدالت میں حاضر ہوں، بصورت دیگر یکطرفہ کارروائی عمل میں لائی جائے گی۔ ضرورت ہے تجربہ کار عملے کی، خواہشمند حضرات اپنی درخواستیں ارسال کریں۔ نیلام عام کی تاریخ 26-03-2025 مقرر کی گئی ہے۔ مزید معلومات کے لئے دفتر سے رجوع کریں۔ (67, 1227, 128, 1314)
section-tag (197, 1574, 260, 1583)
ad-text: کراچی میں شہری کی جانب سے درخواست دی گئی ہے کہ متعلقہ ادارے فوری کارروائی کریں۔ اعلان کیا جاتا ہے کہ مذکورہ جائیداد کے کاغذات گم ہو گئے ہیں، اگر کسی صاحب کو ملیں تو براہ کرم رابطہ کریں۔ عوام الناس کو مطلع کیا جاتا ہے کہ مقررہ تاریخ پر عدالت میں حاضر ہوں، بصورت دیگر یکطرفہ کارروائی عمل میں لائی جائے گی۔ ضرورت ہے تجربہ کار عملے کی، خواہشمند حضرات اپنی درخواستیں ارسال کریں۔ نیلام عام کی تاریخ 26-03-2025 مقرر کی گئی ہے۔ مزید معلومات کے لئے دفتر سے رجوع کریں۔ (197, 1693, 260, 1801)
court-notice-text: کراچی میں شہری کی جانب سے درخواست دی گئی ہے کہ متعلقہ ادارے فوری کارروائی کریں۔ اعلان کیا جاتا ہے کہ مذکورہ جائیداد کے کاغذات گم ہو گئے ہیں، اگر کسی صاحب کو ملیں تو براہ کرم رابطہ کریں۔ عوام الناس کو مطلع کیا جاتا ہے کہ مقررہ تاریخ پر عدالت میں حاضر ہوں، بصورت دیگر یکطرفہ کارروائی عمل میں لائی جائے گی۔ ضرورت ہے تجربہ کار عملے کی، خواہشمند حضرات اپنی درخواستیں ارسال کریں۔ نیلام عام کی تاریخ 26-03-2025 مقرر کی گئی ہے۔ مزید معلومات کے لئے دفتر سے رجوع کریں۔ (2, 403, 64, 491)
section-tag-number: چیپٹر 2 (438, 668, 460, 676)
court-notice-heading: کورٹ نوٹس (2, 1156, 63, 1163)
ad-text: کراچی میں شہری کی جانب سے درخواست دی گئی ہے کہ متعلقہ ادارے فوری کارروائی کریں۔ اعلان کیا جاتا ہے کہ مذکورہ جائیداد کے کاغذات گم ہو گئے ہیں، اگر کسی صاحب کو ملیں تو براہ کرم رابطہ کریں۔ عوام الناس کو مطلع کیا جاتا ہے کہ مقررہ تاریخ پر عدالت میں حاضر ہوں، بصورت دیگر یکطرفہ کارروائی عمل میں لائی جائے گی۔ ضرورت ہے تجربہ کار عملے کی، خواہشمند حضرات اپنی درخواستیں ارسال کریں۔ نیلام عام کی تاریخ 26-03-2025 مقرر کی گئی ہے۔ مزید معلومات کے لئے دفتر سے رجوع کریں۔ (264, 1354, 327, 1463)
classified-column-4 (329, 12, 396, 2249)
ad-text: کراچی میں شہری کی جانب سے درخواست دی گئی ہے کہ متعلقہ ادارے فوری کارروائی کریں۔ اعلان کیا جاتا ہے کہ مذکورہ جائیداد کے کاغذات گم ہو گئے ہیں، اگر کسی صاحب کو ملیں تو براہ کرم رابطہ کریں۔ عوام الناس کو مطلع کیا جاتا ہے کہ مقررہ تاریخ پر عدالت میں حاضر ہوں، بصورت دیگر یکطرفہ کارروائی عمل میں لائی جائے گی۔ ضرورت ہے تجربہ کار عملے کی، خواہشمند حضرات اپنی درخواستیں ارسال کریں۔ نیلام عام کی تاریخ 26-03-2025 مقرر کی گئی ہے۔ مزید معلومات کے لئے دفتر سے رجوع کریں۔ (197, 1016, 260, 1124)
ad-text: کراچی میں شہری کی جانب سے درخواست دی گئی ہے کہ متعلقہ ادارے فوری کارروائی کریں۔ اعلان کیا جاتا ہے کہ مذکورہ جائیداد کے کاغذات گم ہو گئے ہیں، اگر کسی صاحب کو ملیں تو براہ کرم رابطہ کریں۔ عوام الناس کو مطلع کیا جاتا ہے کہ مقررہ تاریخ پر عدالت میں حاضر ہوں، بصورت دیگر یکطرفہ کارروائی عمل میں لائی جائے گی۔ ضرورت ہے تجربہ کار عملے کی، خواہشمند حضرات اپنی درخواستیں ارسال کریں۔ نیلام عام کی تاریخ 26-03-2025 مقرر کی گئی ہے۔ مزید معلومات کے لئے دفتر سے رجوع کریں۔ (331, 1922, 394, 2031)
section-tag-number: چیپٹر 13 (234, 1007, 260, 1014)
agency-code: Best-6 (132, 1212, 144, 1216)
court-notice-text: کراچی میں شہری کی جانب سے درخواست دی گئی ہے کہ متعلقہ ادارے فوری کارروائی کریں۔ اعلان کیا جاتا ہے کہ مذکورہ جائیداد کے کاغذات گم ہو گئے ہیں، اگر کسی صاحب کو ملیں تو براہ کرم رابطہ کریں۔ عوام الناس کو مطلع کیا جاتا ہے کہ مقررہ تاریخ پر عدالت میں حاضر ہوں، بصورت دیگر یکطرفہ کارروائی عمل میں لائی جائے گی۔ ضرورت ہے تجربہ کار عملے کی، خواہشمند حضرات اپنی درخواستیں ارسال کریں۔ نیلام عام کی تاریخ 26-03-2025 مقرر کی گئی ہے۔ مزید معلومات کے لئے دفتر سے رجوع کریں۔ (2, 784, 64, 872)
court-notice-text: کراچی میں شہری کی جانب سے درخواست دی گئی ہے کہ متعلقہ ادارے فوری کارروائی کریں۔ اعلان کیا جاتا ہے کہ مذکورہ جائیداد کے کاغذات گم ہو گئے ہیں، اگر کسی صاحب کو ملیں تو براہ کرم رابطہ کریں۔ عوام الناس کو مطلع کیا جاتا ہے کہ مقررہ تاریخ پر عدالت میں حاضر ہوں، بصورت دیگر یکطرفہ کارروائی عمل میں لائی جائے گی۔ ضرورت ہے تجربہ کار عملے کی، خواہشمند حضرات اپنی درخواستیں ارسال کریں۔ نیلام عام کی تاریخ 26-03-2025 مقرر کی گئی ہے۔ مزید معلومات کے لئے دفتر سے رجوع کریں۔ (2, 213, 64, 300)
section-tag-number: چیپٹر 3 (438, 1769, 460, 1777)
ad-text: کراچی میں شہری کی جانب سے درخواست دی گئی ہے کہ متعلقہ ادارے فوری کارروائی کریں۔ اعلان کیا جاتا ہے کہ مذکورہ جائیداد کے کاغذات گم ہو گئے ہیں، اگر کسی صاحب کو ملیں تو براہ کرم رابطہ کریں۔ عوام الناس کو مطلع کیا جاتا ہے کہ مقررہ تاریخ پر عدالت میں حاضر ہوں، بصورت دیگر یکطرفہ کارروائی عمل میں لائی جائے گی۔ ضرورت ہے تجربہ کار عملے کی، خواہشمند حضرات اپنی درخواستیں ارسال کریں۔ نیلام عام کی تاریخ 26-03-2025 مقرر کی گئی ہے۔ مزید معلومات کے لئے دفتر سے رجوع کریں۔ (464, 1113, 526, 1222)
court-notice-text: کراچی میں شہری کی جانب سے درخواست دی گئی ہے کہ متعلقہ ادارے فوری کارروائی کریں۔ اعلان کیا جاتا ہے کہ مذکورہ جائیداد کے کاغذات گم ہو گئے ہیں، اگر کسی صاحب کو ملیں تو براہ کرم رابطہ کریں۔ عوام الناس کو مطلع کیا جاتا ہے کہ مقررہ تاریخ پر عدالت میں حاضر ہوں، بصورت دیگر یکطرفہ کارروائی عمل میں لائی جائے گی۔ ضرورت ہے تجربہ کار عملے کی، خواہشمند حضرات اپنی درخواستیں ارسال کریں۔ نیلام عام کی تاریخ 26-03-2025 مقرر کی گئی ہے۔ مزید معلومات کے لئے دفتر سے رجوع کریں۔ (67, 275, 128, 362)
ad-text: کراچی میں شہری کی جانب سے درخواست دی گئی ہے کہ متعلقہ ادارے فوری کارروائی کریں۔ اعلان کیا جاتا ہے کہ مذکورہ جائیداد کے کاغذات گم ہو گئے ہیں، اگر کسی صاحب کو ملیں تو براہ کرم رابطہ کریں۔ عوام الناس کو مطلع کیا جاتا ہے کہ مقررہ تاریخ پر عدالت میں حاضر ہوں، بصورت دیگر یکطرفہ کارروائی عمل میں لائی جائے گی۔ ضرورت ہے تجربہ کار عملے کی، خواہشمند حضرات اپنی درخواستیں ارسال کریں۔ نیلام عام کی تاریخ 26-03-2025 مقرر کی گئی ہے۔ مزید معلومات کے لئے دفتر سے رجوع کریں۔ (464, 1004, 526, 1113)
section-tag-number: چیپٹر 7 (372, 1574, 394, 1582)
ad-text: کراچی میں شہری کی جانب سے درخواست دی گئی ہے کہ متعلقہ ادارے فوری کارروائی کریں۔ اعلان کیا جاتا ہے کہ مذکورہ جائیداد کے کاغذات گم ہو گئے ہیں، اگر کسی صاحب کو ملیں تو براہ کرم رابطہ کریں۔ عوام الناس کو مطلع کیا جاتا ہے کہ مقررہ تاریخ پر عدالت میں حاضر ہوں، بصورت دیگر یکطرفہ کارروائی عمل میں لائی جائے گی۔ ضرورت ہے تجربہ کار عملے کی، خواہشمند حضرات اپنی درخواستیں ارسال کریں۔ نیلام عام کی تاریخ 26-03-2025 مقرر کی گئی ہے۔ مزید معلومات کے لئے دفتر سے رجوع کریں۔ (197, 786, 260, 895)
section-tag (398, 668, 460, 676)
court-notice-heading: کورٹ نوٹس (2, 1347, 63, 1354)
ad-text: کراچی میں شہری کی جانب سے درخواست دی گئی ہے کہ متعلقہ ادارے فوری کارروائی کریں۔ اعلان کیا جاتا ہے کہ مذکورہ جائیداد کے کاغذات گم ہو گئے ہیں، اگر کسی صاحب کو ملیں تو براہ کرم رابطہ کریں۔ عوام الناس کو مطلع کیا جاتا ہے کہ مقررہ تاریخ پر عدالت میں حاضر ہوں، بصورت دیگر یکطرفہ کارروائی عمل میں لائی جائے گی۔ ضرورت ہے تجربہ کار عملے کی، خواہشمند حضرات اپنی درخواستیں ارسال کریں۔ نیلام عام کی تاریخ 26-03-2025 مقرر کی گئی ہے۔ مزید معلومات کے لئے دفتر سے رجوع کریں۔ (331, 1802, 394, 1910)
ad-text: کراچی میں شہری کی جانب سے درخواست دی گئی ہے کہ متعلقہ ادارے فوری کارروائی کریں۔ اعلان کیا جاتا ہے کہ مذکورہ جائیداد کے کاغذات گم ہو گئے ہیں، اگر کسی صاحب کو ملیں تو براہ کرم رابطہ کریں۔ عوام الناس کو مطلع کیا جاتا ہے کہ مقررہ تاریخ پر عدالت میں حاضر ہوں، بصورت دیگر یکطرفہ کارروائی عمل میں لائی جائے گی۔ ضرورت ہے تجربہ کار عملے کی، خواہشمند حضرات اپنی درخواستیں ارسال کریں۔ نیلام عام کی تاریخ 26-03-2025 مقرر کی گئی ہے۔ مزید معلومات کے لئے دفتر سے رجوع کریں۔ (264, 12, 327, 121)
agency-code: Best-5 (132, 1022, 144, 1026)
court-notice-heading: کورٹ نوٹس (132, 1027, 193, 1035)
section-tag-label: عام (362, 341, 370, 347)
ad-text: کراچی میں شہری کی جانب سے درخواست دی گئی ہے کہ متعلقہ ادارے فوری کارروائی کریں۔ اعلان کیا جاتا ہے کہ مذکورہ جائیداد کے کاغذات گم ہو گئے ہیں، اگر کسی صاحب کو ملیں تو براہ کرم رابطہ کریں۔ عوام الناس کو مطلع کیا جاتا ہے کہ مقررہ تاریخ پر عدالت میں حاضر ہوں، بصورت دیگر یکطرفہ کارروائی عمل میں لائی جائے گی۔ ضرورت ہے تجربہ کار عملے کی، خواہشمند حضرات اپنی درخواستیں ارسال کریں۔ نیلام عام کی تاریخ 26-03-2025 مقرر کی گئی ہے۔ مزید معلومات کے لئے دفتر سے رجوع کریں۔ (398, 2214, 460, 2323)
ad-text: کراچی میں شہری کی جانب سے درخواست دی گئی ہے کہ متعلقہ ادارے فوری کارروائی کریں۔ اعلان کیا جاتا ہے کہ مذکورہ جائیداد کے کاغذات گم ہو گئے ہیں، اگر کسی صاحب کو ملیں تو براہ کرم رابطہ کریں۔ عوام الناس کو مطلع کیا جاتا ہے کہ مقررہ تاریخ پر عدالت میں حاضر ہوں، بصورت دیگر یکطرفہ کارروائی عمل میں لائی جائے گی۔ ضرورت ہے تجربہ کار عملے کی، خواہشمند حضرات اپنی درخواستیں ارسال کریں۔ نیلام عام کی تاریخ 26-03-2025 مقرر کی گئی ہے۔ مزید معلومات کے لئے دفتر سے رجوع کریں۔ (398, 121, 460, 229)
ad-text: کراچی میں شہری کی جانب سے درخواست دی گئی ہے کہ متعلقہ ادارے فوری کارروائی کریں۔ اعلان کیا جاتا ہے کہ مذکورہ جائیداد کے کاغذات گم ہو گئے ہیں، اگر کسی صاحب کو ملیں تو براہ کرم رابطہ کریں۔ عوام الناس کو مطلع کیا جاتا ہے کہ مقررہ تاریخ پر عدالت میں حاضر ہوں، بصورت دیگر یکطرفہ کارروائی عمل میں لائی جائے گی۔ ضرورت ہے تجربہ کار عملے کی، خواہشمند حضرات اپنی درخواستیں ارسال کریں۔ نیلام عام کی تاریخ 26-03-2025 مقرر کی گئی ہے۔ مزید معلومات کے لئے دفتر سے رجوع کریں۔ (197, 12, 260, 121)
ad-text: کراچی میں شہری کی جانب سے درخواست دی گئی ہے کہ متعلقہ ادارے فوری کارروائی کریں۔ اعلان کیا جاتا ہے کہ مذکورہ جائیداد کے کاغذات گم ہو گئے ہیں، اگر کسی صاحب کو ملیں تو براہ کرم رابطہ کریں۔ عوام الناس کو مطلع کیا جاتا ہے کہ مقررہ تاریخ پر عدالت میں حاضر ہوں، بصورت دیگر یکطرفہ کارروائی عمل میں لائی جائے گی۔ ضرورت ہے تجربہ کار عملے کی، خواہشمند حضرات اپنی درخواستیں ارسال کریں۔ نیلام عام کی تاریخ 26-03-2025 مقرر کی گئی ہے۔ مزید معلومات کے لئے دفتر سے رجوع کریں۔ (331, 895, 394, 1004)
court-notice-text: کراچی میں شہری کی جانب سے درخواست دی گئی ہے کہ متعلقہ ادارے فوری کارروائی کریں۔ اعلان کیا جاتا ہے کہ مذکورہ جائیداد کے کاغذات گم ہو گئے ہیں، اگر کسی صاحب کو ملیں تو براہ کرم رابطہ کریں۔ عوام الناس کو مطلع کیا جاتا ہے کہ مقررہ تاریخ پر عدالت میں حاضر ہوں، بصورت دیگر یکطرفہ کارروائی عمل میں لائی جائے گی۔ ضرورت ہے تجربہ کار عملے کی، خواہشمند حضرات اپنی درخواستیں ارسال کریں۔ نیلام عام کی تاریخ 26-03-2025 مقرر کی گئی ہے۔ مزید معلومات کے لئے دفتر سے رجوع کریں۔ (2, 872, 64, 960)
section-tag (331, 1574, 394, 1583)
court-notice-text: کراچی میں شہری کی جانب سے درخواست دی گئی ہے کہ متعلقہ ادارے فوری کارروائی کریں۔ اعلان کیا جاتا ہے کہ مذکورہ جائیداد کے کاغذات گم ہو گئے ہیں، اگر کسی صاحب کو ملیں تو براہ کرم رابطہ کریں۔ عوام الناس کو مطلع کیا جاتا ہے کہ مقررہ تاریخ پر عدالت میں حاضر ہوں، بصورت دیگر یکطرفہ کارروائی عمل میں لائی جائے گی۔ ضرورت ہے تجربہ کار عملے کی، خواہشمند حضرات اپنی درخواستیں ارسال کریں۔ نیلام عام کی تاریخ 26-03-2025 مقرر کی گئی ہے۔ مزید معلومات کے لئے دفتر سے رجوع کریں۔ (67, 1505, 128, 1593)
agency-code: Crown-1 (2, 199, 17, 203)
section-tag-label: گاڑیاں (220, 1345, 233, 1350)
ad-text: کراچی میں شہری کی جانب سے درخواست دی گئی ہے کہ متعلقہ ادارے فوری کارروائی کریں۔ اعلان کیا جاتا ہے کہ مذکورہ جائیداد کے کاغذات گم ہو گئے ہیں، اگر کسی صاحب کو ملیں تو براہ کرم رابطہ کریں۔ عوام الناس کو مطلع کیا جاتا ہے کہ مقررہ تاریخ پر عدالت میں حاضر ہوں، بصورت دیگر یکطرفہ کارروائی عمل میں لائی جائے گی۔ ضرورت ہے تجربہ کار عملے کی، خواہشمند حضرات اپنی درخواستیں ارسال کریں۔ نیلام عام کی تاریخ 26-03-2025 مقرر کی گئی ہے۔ مزید معلومات کے لئے دفتر سے رجوع کریں۔ (464, 1440, 526, 1549)
court-notice-text: کراچی میں شہری کی جانب سے درخواست دی گئی ہے کہ متعلقہ ادارے فوری کارروائی کریں۔ اعلان کیا جاتا ہے کہ مذکورہ جائیداد کے کاغذات گم ہو گئے ہیں، اگر کسی صاحب کو ملیں تو براہ کرم رابطہ کریں۔ عوام الناس کو مطلع کیا جاتا ہے کہ مقررہ تاریخ پر عدالت میں حاضر ہوں، بصورت دیگر یکطرفہ کارروائی عمل میں لائی جائے گی۔ ضرورت ہے تجربہ کار عملے کی، خواہشمند حضرات اپنی درخواستیں ارسال کریں۔ نیلام عام کی تاریخ 26-03-2025 مقرر کی گئی ہے۔ مزید معلومات کے لئے دفتر سے رجوع کریں۔ (2, 491, 64, 579)
agency-code: Crown-3 (2, 579, 17, 583)
ad-text: کراچی میں شہری کی جانب سے درخواست دی گئی ہے کہ متعلقہ ادارے فوری کارروائی کریں۔ اعلان کیا جاتا ہے کہ مذکورہ جائیداد کے کاغذات گم ہو گئے ہیں، اگر کسی صاحب کو ملیں تو براہ کرم رابطہ کریں۔ عوام الناس کو مطلع کیا جاتا ہے کہ مقررہ تاریخ پر عدالت میں حاضر ہوں، بصورت دیگر یکطرفہ کارروائی عمل میں لائی جائے گی۔ ضرورت ہے تجربہ کار عملے کی، خواہشمند حضرات اپنی درخواستیں ارسال کریں۔ نیلام عام کی تاریخ 26-03-2025 مقرر کی گئی ہے۔ مزید معلومات کے لئے دفتر سے رجوع کریں۔ (398, 230, 460, 338)
court-notice-text: کراچی میں شہری کی جانب سے درخواست دی گئی ہے کہ متعلقہ ادارے فوری کارروائی کریں۔ اعلان کیا جاتا ہے کہ مذکورہ جائیداد کے کاغذات گم ہو گئے ہیں، اگر کسی صاحب کو ملیں تو براہ کرم رابطہ کریں۔ عوام الناس کو مطلع کیا جاتا ہے کہ مقررہ تاریخ پر عدالت میں حاضر ہوں، بصورت دیگر یکطرفہ کارروائی عمل میں لائی جائے گی۔ ضرورت ہے تجربہ کار عملے کی، خواہشمند حضرات اپنی درخواستیں ارسال کریں۔ نیلام عام کی تاریخ 26-03-2025 مقرر کی گئی ہے۔ مزید معلومات کے لئے دفتر سے رجوع کریں۔ (67, 655, 128, 743)
ad-text: کراچی میں شہری کی جانب سے درخواست دی گئی ہے کہ متعلقہ ادارے فوری کارروائی کریں۔ اعلان کیا جاتا ہے کہ مذکورہ جائیداد کے کاغذات گم ہو گئے ہیں، اگر کسی صاحب کو ملیں تو براہ کرم رابطہ کریں۔ عوام الناس کو مطلع کیا جاتا ہے کہ مقررہ تاریخ پر عدالت میں حاضر ہوں، بصورت دیگر یکطرفہ کارروائی عمل میں لائی جائے گی۔ ضرورت ہے تجربہ کار عملے کی، خواہشمند حضرات اپنی درخواستیں ارسال کریں۔ نیلام عام کی تاریخ 26-03-2025 مقرر کی گئی ہے۔ مزید معلومات کے لئے دفتر سے رجوع کریں۔ (331, 2140, 394, 2249)
ad-text: کراچی میں شہری کی جانب سے درخواست دی گئی ہے کہ متعلقہ ادارے فوری کارروائی کریں۔ اعلان کیا جاتا ہے کہ مذکورہ جائیداد کے کاغذات گم ہو گئے ہیں، اگر کسی صاحب کو ملیں تو براہ کرم رابطہ کریں۔ عوام الناس کو مطلع کیا جاتا ہے کہ مقررہ تاریخ پر عدالت میں حاضر ہوں، بصورت دیگر یکطرفہ کارروائی عمل میں لائی جائے گی۔ ضرورت ہے تجربہ کار عملے کی، خواہشمند حضرات اپنی درخواستیں ارسال کریں۔ نیلام عام کی تاریخ 26-03-2025 مقرر کی گئی ہے۔ مزید معلومات کے لئے دفتر سے رجوع کریں۔ (464, 242, 526, 350)
court-notice-text: کراچی میں شہری کی جانب سے درخواست دی گئی ہے کہ متعلقہ ادارے فوری کارروائی کریں۔ اعلان کیا جاتا ہے کہ مذکورہ جائیداد کے کاغذات گم ہو گئے ہیں، اگر کسی صاحب کو ملیں تو براہ کرم رابطہ کریں۔ عوام الناس کو مطلع کیا جاتا ہے کہ مقررہ تاریخ پر عدالت میں حاضر ہوں، بصورت دیگر یکطرفہ کارروائی عمل میں لائی جائے گی۔ ضرورت ہے تجربہ کار عملے کی، خواہشمند حضرات اپنی درخواستیں ارسال کریں۔ نیلام عام کی تاریخ 26-03-2025 مقرر کی گئی ہے۔ مزید معلومات کے لئے دفتر سے رجوع کریں۔ (2, 682, 64, 769)
ad-text: کراچی میں شہری کی جانب سے درخواست دی گئی ہے کہ متعلقہ ادارے فوری کارروائی کریں۔ اعلان کیا جاتا ہے کہ مذکورہ جائیداد کے کاغذات گم ہو گئے ہیں، اگر کسی صاحب کو ملیں تو براہ کرم رابطہ کریں۔ عوام الناس کو مطلع کیا جاتا ہے کہ مقررہ تاریخ پر عدالت میں حاضر ہوں، بصورت دیگر یکطرفہ کارروائی عمل میں لائی جائے گی۔ ضرورت ہے تجربہ کار عملے کی، خواہشمند حضرات اپنی درخواستیں ارسال کریں۔ نیلام عام کی تاریخ 26-03-2025 مقرر کی گئی ہے۔ مزید معلومات کے لئے دفتر سے رجوع کریں۔ (264, 1016, 327, 1124)
ad-text: کراچی میں شہری کی جانب سے درخواست دی گئی ہے کہ متعلقہ ادارے فوری کارروائی کریں۔ اعلان کیا جاتا ہے کہ مذکورہ جائیداد کے کاغذات گم ہو گئے ہیں، اگر کسی صاحب کو ملیں تو براہ کرم رابطہ کریں۔ عوام الناس کو مطلع کیا جاتا ہے کہ مقررہ تاریخ پر عدالت میں حاضر ہوں، بصورت دیگر یکطرفہ کارروائی عمل میں لائی جائے گی۔ ضرورت ہے تجربہ کار عملے کی، خواہشمند حضرات اپنی درخواستیں ارسال کریں۔ نیلام عام کی تاریخ 26-03-2025 مقرر کی گئی ہے۔ مزید معلومات کے لئے دفتر سے رجوع کریں۔ (331, 1016, 394, 1124)
ad-text: کراچی میں شہری کی جانب سے درخواست دی گئی ہے کہ متعلقہ ادارے فوری کارروائی کریں۔ اعلان کیا جاتا ہے کہ مذکورہ جائیداد کے کاغذات گم ہو گئے ہیں، اگر کسی صاحب کو ملیں تو براہ کرم رابطہ کریں۔ عوام الناس کو مطلع کیا جاتا ہے کہ مقررہ تاریخ پر عدالت میں حاضر ہوں، بصورت دیگر یکطرفہ کارروائی عمل میں لائی جائے گی۔ ضرورت ہے تجربہ کار عملے کی، خواہشمند حضرات اپنی درخواستیں ارسال کریں۔ نیلام عام کی تاریخ 26-03-2025 مقرر کی گئی ہے۔ مزید معلومات کے لئے دفتر سے رجوع کریں۔ (264, 339, 327, 447)
court-notice-text: کراچی میں شہری کی جانب سے درخواست دی گئی ہے کہ متعلقہ ادارے فوری کارروائی کریں۔ اعلان کیا جاتا ہے کہ مذکورہ جائیداد کے کاغذات گم ہو گئے ہیں، اگر کسی صاحب کو ملیں تو براہ کرم رابطہ کریں۔ عوام الناس کو مطلع کیا جاتا ہے کہ مقررہ تاریخ پر عدالت میں حاضر ہوں، بصورت دیگر یکطرفہ کارروائی عمل میں لائی جائے گی۔ ضرورت ہے تجربہ کار عملے کی، خواہشمند حضرات اپنی درخواستیں ارسال کریں۔ نیلام عام کی تاریخ 26-03-2025 مقرر کی گئی ہے۔ مزید معلومات کے لئے دفتر سے رجوع کریں۔ (2, 594, 64, 681)
section-tag-number: چیپٹر 1 (504, 14, 526, 22)
court-notice-text: کراچی میں شہری کی جانب سے درخواست دی گئی ہے کہ متعلقہ ادارے فوری کارروائی کریں۔ اعلان کیا جاتا ہے کہ مذکورہ جائیداد کے کاغذات گم ہو گئے ہیں، اگر کسی صاحب کو ملیں تو براہ کرم رابطہ کریں۔ عوام الناس کو مطلع کیا جاتا ہے کہ مقررہ تاریخ پر عدالت میں حاضر ہوں، بصورت دیگر یکطرفہ کارروائی عمل میں لائی جائے گی۔ ضرورت ہے تجربہ کار عملے کی، خواہشمند حضرات اپنی درخواستیں ارسال کریں۔ نیلام عام کی تاریخ 26-03-2025 مقرر کی گئی ہے۔ مزید معلومات کے لئے دفتر سے رجوع کریں۔ (132, 1315, 193, 1402)
classified-column-3 (396, 12, 462, 2432)
ad-text: کراچی میں شہری کی جانب سے درخواست دی گئی ہے کہ متعلقہ ادارے فوری کارروائی کریں۔ اعلان کیا جاتا ہے کہ مذکورہ جائیداد کے کاغذات گم ہو گئے ہیں، اگر کسی صاحب کو ملیں تو براہ کرم رابطہ کریں۔ عوام الناس کو مطلع کیا جاتا ہے کہ مقررہ تاریخ پر عدالت میں حاضر ہوں، بصورت دیگر یکطرفہ کارروائی عمل میں لائی جائے گی۔ ضرورت ہے تجربہ کار عملے کی، خواہشمند حضرات اپنی درخواستیں ارسال کریں۔ نیلام عام کی تاریخ 26-03-2025 مقرر کی گئی ہے۔ مزید معلومات کے لئے دفتر سے رجوع کریں۔ (264, 1790, 327, 1899)
ad-text: کراچی میں شہری کی جانب سے درخواست دی گئی ہے کہ متعلقہ ادارے فوری کارروائی کریں۔ اعلان کیا جاتا ہے کہ مذکورہ جائیداد کے کاغذات گم ہو گئے ہیں، اگر کسی صاحب کو ملیں تو براہ کرم رابطہ کریں۔ عوام الناس کو مطلع کیا جاتا ہے کہ مقررہ تاریخ پر عدالت میں حاضر ہوں، بصورت دیگر یکطرفہ کارروائی عمل میں لائی جائے گی۔ ضرورت ہے تجربہ کار عملے کی، خواہشمند حضرات اپنی درخواستیں ارسال کریں۔ نیلام عام کی تاریخ 26-03-2025 مقرر کی گئی ہے۔ مزید معلومات کے لئے دفتر سے رجوع کریں۔ (398, 12, 460, 121)
section-tag-label: شادی (221, 2131, 233, 2136)
ad-text: کراچی میں شہری کی جانب سے درخواست دی گئی ہے کہ متعلقہ ادارے فوری کارروائی کریں۔ اعلان کیا جاتا ہے کہ مذکورہ جائیداد کے کاغذات گم ہو گئے ہیں، اگر کسی صاحب کو ملیں تو براہ کرم رابطہ کریں۔ عوام الناس کو مطلع کیا جاتا ہے کہ مقررہ تاریخ پر عدالت میں حاضر ہوں، بصورت دیگر یکطرفہ کارروائی عمل میں لائی جائے گی۔ ضرورت ہے تجربہ کار عملے کی، خواہشمند حضرات اپنی درخواستیں ارسال کریں۔ نیلام عام کی تاریخ 26-03-2025 مقرر کی گئی ہے۔ مزید معلومات کے لئے دفتر سے رجوع کریں۔ (331, 1354, 394, 1463)
agency-code: Best-4 (67, 832, 79, 835)
section-tag-label: اعلان (359, 1236, 370, 1241)
court-notice-text: کراچی میں شہری کی جانب سے درخواست دی گئی ہے کہ متعلقہ ادارے فوری کارروائی کریں۔ اعلان کیا جاتا ہے کہ مذکورہ جائیداد کے کاغذات گم ہو گئے ہیں، اگر کسی صاحب کو ملیں تو براہ کرم رابطہ کریں۔ عوام الناس کو مطلع کیا جاتا ہے کہ مقررہ تاریخ پر عدالت میں حاضر ہوں، بصورت دیگر یکطرفہ کارروائی عمل میں لائی جائے گی۔ ضرورت ہے تجربہ کار عملے کی، خواہشمند حضرات اپنی درخواستیں ارسال کریں۔ نیلام عام کی تاریخ 26-03-2025 مقرر کی گئی ہے۔ مزید معلومات کے لئے دفتر سے رجوع کریں۔ (67, 1417, 128, 1505)
court-notice-heading: کورٹ نوٹس (2, 14, 63, 21)
court-notice-heading: کورٹ نوٹس (67, 837, 128, 844)
section-tag (264, 776, 327, 785)
section-tag-label: ملازمت (355, 1574, 370, 1580)
ad-text: کراچی میں شہری کی جانب سے درخواست دی گئی ہے کہ متعلقہ ادارے فوری کارروائی کریں۔ اعلان کیا جاتا ہے کہ مذکورہ جائیداد کے کاغذات گم ہو گئے ہیں، اگر کسی صاحب کو ملیں تو براہ کرم رابطہ کریں۔ عوام الناس کو مطلع کیا جاتا ہے کہ مقررہ تاریخ پر عدالت میں حاضر ہوں، بصورت دیگر یکطرفہ کارروائی عمل میں لائی جائے گی۔ ضرورت ہے تجربہ کار عملے کی، خواہشمند حضرات اپنی درخواستیں ارسال کریں۔ نیلام عام کی تاریخ 26-03-2025 مقرر کی گئی ہے۔ مزید معلومات کے لئے دفتر سے رجوع کریں۔ (197, 2140, 260, 2249)
court-notice-text: کراچی میں شہری کی جانب سے درخواست دی گئی ہے کہ متعلقہ ادارے فوری کارروائی کریں۔ اعلان کیا جاتا ہے کہ مذکورہ جائیداد کے کاغذات گم ہو گئے ہیں، اگر کسی صاحب کو ملیں تو براہ کرم رابطہ کریں۔ عوام الناس کو مطلع کیا جاتا ہے کہ مقررہ تاریخ پر عدالت میں حاضر ہوں، بصورت دیگر یکطرفہ کارروائی عمل میں لائی جائے گی۔ ضرورت ہے تجربہ کار عملے کی، خواہشمند حضرات اپنی درخواستیں ارسال کریں۔ نیلام عام کی تاریخ 26-03-2025 مقرر کی گئی ہے۔ مزید معلومات کے لئے دفتر سے رجوع کریں۔ (2, 111, 64, 198)
agency-code: Crown-8 (2, 1532, 17, 1535)
masthead-english-title: THE DAILY UMMAT KARACHI,THURSDAY MARCH 27,2025 (3, 2, 170, 8)
section-tag-label: متفرق (219, 1574, 233, 1580)
ad-text: کراچی میں شہری کی جانب سے درخواست دی گئی ہے کہ متعلقہ ادارے فوری کارروائی کریں۔ اعلان کیا جاتا ہے کہ مذکورہ جائیداد کے کاغذات گم ہو گئے ہیں، اگر کسی صاحب کو ملیں تو براہ کرم رابطہ کریں۔ عوام الناس کو مطلع کیا جاتا ہے کہ مقررہ تاریخ پر عدالت میں حاضر ہوں، بصورت دیگر یکطرفہ کارروائی عمل میں لائی جائے گی۔ ضرورت ہے تجربہ کار عملے کی، خواہشمند حضرات اپنی درخواستیں ارسال کریں۔ نیلام عام کی تاریخ 26-03-2025 مقرر کی گئی ہے۔ مزید معلومات کے لئے دفتر سے رجوع کریں۔ (464, 351, 526, 459)
agency-code: Best-3 (132, 641, 144, 645)
court-notice-heading: کورٹ نوٹس (2, 775, 63, 783)
court-notice-text: کراچی میں شہری کی جانب سے درخواست دی گئی ہے کہ متعلقہ ادارے فوری کارروائی کریں۔ اعلان کیا جاتا ہے کہ مذکورہ جائیداد کے کاغذات گم ہو گئے ہیں، اگر کسی صاحب کو ملیں تو براہ کرم رابطہ کریں۔ عوام الناس کو مطلع کیا جاتا ہے کہ مقررہ تاریخ پر عدالت میں حاضر ہوں، بصورت دیگر یکطرفہ کارروائی عمل میں لائی جائے گی۔ ضرورت ہے تجربہ کار عملے کی، خواہشمند حضرات اپنی درخواستیں ارسال کریں۔ نیلام عام کی تاریخ 26-03-2025 مقرر کی گئی ہے۔ مزید معلومات کے لئے دفتر سے رجوع کریں۔ (132, 172, 193, 260)
ad-text: کراچی میں شہری کی جانب سے درخواست دی گئی ہے کہ متعلقہ ادارے فوری کارروائی کریں۔ اعلان کیا جاتا ہے کہ مذکورہ جائیداد کے کاغذات گم ہو گئے ہیں، اگر کسی صاحب کو ملیں تو براہ کرم رابطہ کریں۔ عوام الناس کو مطلع کیا جاتا ہے کہ مقررہ تاریخ پر عدالت میں حاضر ہوں، بصورت دیگر یکطرفہ کارروائی عمل میں لائی جائے گی۔ ضرورت ہے تجربہ کار عملے کی، خواہشمند حضرات اپنی درخواستیں ارسال کریں۔ نیلام عام کی تاریخ 26-03-2025 مقرر کی گئی ہے۔ مزید معلومات کے لئے دفتر سے رجوع کریں۔ (197, 1802, 260, 1910)
section-tag-number: چیپٹر 11 (301, 1236, 327, 1244)
ad-text: کراچی میں شہری کی جانب سے درخواست دی گئی ہے کہ متعلقہ ادارے فوری کارروائی کریں۔ اعلان کیا جاتا ہے کہ مذکورہ جائیداد کے کاغذات گم ہو گئے ہیں، اگر کسی صاحب کو ملیں تو براہ کرم رابطہ کریں۔ عوام الناس کو مطلع کیا جاتا ہے کہ مقررہ تاریخ پر عدالت میں حاضر ہوں، بصورت دیگر یکطرفہ کارروائی عمل میں لائی جائے گی۔ ضرورت ہے تجربہ کار عملے کی، خواہشمند حضرات اپنی درخواستیں ارسال کریں۔ نیلام عام کی تاریخ 26-03-2025 مقرر کی گئی ہے۔ مزید معلومات کے لئے دفتر سے رجوع کریں۔ (464, 133, 526, 241)
court-notice-heading: کورٹ نوٹس (2, 395, 63, 402)
section-tag-number: چیپٹر 16 (234, 2131, 260, 2139)
ad-text: کراچی میں شہری کی جانب سے درخواست دی گئی ہے کہ متعلقہ ادارے فوری کارروائی کریں۔ اعلان کیا جاتا ہے کہ مذکورہ جائیداد کے کاغذات گم ہو گئے ہیں، اگر کسی صاحب کو ملیں تو براہ کرم رابطہ کریں۔ عوام الناس کو مطلع کیا جاتا ہے کہ مقررہ تاریخ پر عدالت میں حاضر ہوں، بصورت دیگر یکطرفہ کارروائی عمل میں لائی جائے گی۔ ضرورت ہے تجربہ کار عملے کی، خواہشمند حضرات اپنی درخواستیں ارسال کریں۔ نیلام عام کی تاریخ 26-03-2025 مقرر کی گئی ہے۔ مزید معلومات کے لئے دفتر سے رجوع کریں۔ (398, 1779, 460, 1887)
ad-text: کراچی میں شہری کی جانب سے درخواست دی گئی ہے کہ متعلقہ ادارے فوری کارروائی کریں۔ اعلان کیا جاتا ہے کہ مذکورہ جائیداد کے کاغذات گم ہو گئے ہیں، اگر کسی صاحب کو ملیں تو براہ کرم رابطہ کریں۔ عوام الناس کو مطلع کیا جاتا ہے کہ مقررہ تاریخ پر عدالت میں حاضر ہوں، بصورت دیگر یکطرفہ کارروائی عمل میں لائی جائے گی۔ ضرورت ہے تجربہ کار عملے کی، خواہشمند حضرات اپنی درخواستیں ارسال کریں۔ نیلام عام کی تاریخ 26-03-2025 مقرر کی گئی ہے۔ مزید معلومات کے لئے دفتر سے رجوع کریں۔ (264, 2008, 327, 2116)
ad-text: کراچی میں شہری کی جانب سے درخواست دی گئی ہے کہ متعلقہ ادارے فوری کارروائی کریں۔ اعلان کیا جاتا ہے کہ مذکورہ جائیداد کے کاغذات گم ہو گئے ہیں، اگر کسی صاحب کو ملیں تو براہ کرم رابطہ کریں۔ عوام الناس کو مطلع کیا جاتا ہے کہ مقررہ تاریخ پر عدالت میں حاضر ہوں، بصورت دیگر یکطرفہ کارروائی عمل میں لائی جائے گی۔ ضرورت ہے تجربہ کار عملے کی، خواہشمند حضرات اپنی درخواستیں ارسال کریں۔ نیلام عام کی تاریخ 26-03-2025 مقرر کی گئی ہے۔ مزید معلومات کے لئے دفتر سے رجوع کریں۔ (331, 1693, 394, 1801)
section-tag-number: چیپٹر 9 (305, 777, 327, 785)
court-notice-text: کراچی میں شہری کی جانب سے درخواست دی گئی ہے کہ متعلقہ ادارے فوری کارروائی کریں۔ اعلان کیا جاتا ہے کہ مذکورہ جائیداد کے کاغذات گم ہو گئے ہیں، اگر کسی صاحب کو ملیں تو براہ کرم رابطہ کریں۔ عوام الناس کو مطلع کیا جاتا ہے کہ مقررہ تاریخ پر عدالت میں حاضر ہوں، بصورت دیگر یکطرفہ کارروائی عمل میں لائی جائے گی۔ ضرورت ہے تجربہ کار عملے کی، خواہشمند حضرات اپنی درخواستیں ارسال کریں۔ نیلام عام کی تاریخ 26-03-2025 مقرر کی گئی ہے۔ مزید معلومات کے لئے دفتر سے رجوع کریں۔ (132, 84, 193, 172)
court-notice-heading: کورٹ نوٹس (67, 266, 128, 273)
court-notices-column-right (130, 74, 195, 1597)
ad-text: کراچی میں شہری کی جانب سے درخواست دی گئی ہے کہ متعلقہ ادارے فوری کارروائی کریں۔ اعلان کیا جاتا ہے کہ مذکورہ جائیداد کے کاغذات گم ہو گئے ہیں، اگر کسی صاحب کو ملیں تو براہ کرم رابطہ کریں۔ عوام الناس کو مطلع کیا جاتا ہے کہ مقررہ تاریخ پر عدالت میں حاضر ہوں، بصورت دیگر یکطرفہ کارروائی عمل میں لائی جائے گی۔ ضرورت ہے تجربہ کار عملے کی، خواہشمند حضرات اپنی درخواستیں ارسال کریں۔ نیلام عام کی تاریخ 26-03-2025 مقرر کی گئی ہے۔ مزید معلومات کے لئے دفتر سے رجوع کریں۔ (331, 351, 394, 459)
short-ads-booking: اشتہارات کی بکنگ کے لئے رابطہ کریں (73, 46, 186, 53)
classifieds-page (0, 12, 528, 2575)
ad-text: کراچی میں شہری کی جانب سے درخواست دی گئی ہے کہ متعلقہ ادارے فوری کارروائی کریں۔ اعلان کیا جاتا ہے کہ مذکورہ جائیداد کے کاغذات گم ہو گئے ہیں، اگر کسی صاحب کو ملیں تو براہ کرم رابطہ کریں۔ عوام الناس کو مطلع کیا جاتا ہے کہ مقررہ تاریخ پر عدالت میں حاضر ہوں، بصورت دیگر یکطرفہ کارروائی عمل میں لائی جائے گی۔ ضرورت ہے تجربہ کار عملے کی، خواہشمند حضرات اپنی درخواستیں ارسال کریں۔ نیلام عام کی تاریخ 26-03-2025 مقرر کی گئی ہے۔ مزید معلومات کے لئے دفتر سے رجوع کریں۔ (264, 1572, 327, 1681)
agency-code: Crown-5 (2, 960, 17, 964)
agency-code: Crown-7 (2, 1341, 17, 1345)
ad-text: کراچی میں شہری کی جانب سے درخواست دی گئی ہے کہ متعلقہ ادارے فوری کارروائی کریں۔ اعلان کیا جاتا ہے کہ مذکورہ جائیداد کے کاغذات گم ہو گئے ہیں، اگر کسی صاحب کو ملیں تو براہ کرم رابطہ کریں۔ عوام الناس کو مطلع کیا جاتا ہے کہ مقررہ تاریخ پر عدالت میں حاضر ہوں، بصورت دیگر یکطرفہ کارروائی عمل میں لائی جائے گی۔ ضرورت ہے تجربہ کار عملے کی، خواہشمند حضرات اپنی درخواستیں ارسال کریں۔ نیلام عام کی تاریخ 26-03-2025 مقرر کی گئی ہے۔ مزید معلومات کے لئے دفتر سے رجوع کریں۔ (464, 24, 526, 132)
section-tag (197, 1344, 260, 1353)
section-tag-label: تبادلہ (359, 1007, 370, 1013)
short-ads-box (65, 18, 195, 72)
ad-text: کراچی میں شہری کی جانب سے درخواست دی گئی ہے کہ متعلقہ ادارے فوری کارروائی کریں۔ اعلان کیا جاتا ہے کہ مذکورہ جائیداد کے کاغذات گم ہو گئے ہیں، اگر کسی صاحب کو ملیں تو براہ کرم رابطہ کریں۔ عوام الناس کو مطلع کیا جاتا ہے کہ مقررہ تاریخ پر عدالت میں حاضر ہوں، بصورت دیگر یکطرفہ کارروائی عمل میں لائی جائے گی۔ ضرورت ہے تجربہ کار عملے کی، خواہشمند حضرات اپنی درخواستیں ارسال کریں۔ نیلام عام کی تاریخ 26-03-2025 مقرر کی گئی ہے۔ مزید معلومات کے لئے دفتر سے رجوع کریں۔ (197, 2020, 260, 2128)
ad-text: کراچی میں شہری کی جانب سے درخواست دی گئی ہے کہ متعلقہ ادارے فوری کارروائی کریں۔ اعلان کیا جاتا ہے کہ مذکورہ جائیداد کے کاغذات گم ہو گئے ہیں، اگر کسی صاحب کو ملیں تو براہ کرم رابطہ کریں۔ عوام الناس کو مطلع کیا جاتا ہے کہ مقررہ تاریخ پر عدالت میں حاضر ہوں، بصورت دیگر یکطرفہ کارروائی عمل میں لائی جائے گی۔ ضرورت ہے تجربہ کار عملے کی، خواہشمند حضرات اپنی درخواستیں ارسال کریں۔ نیلام عام کی تاریخ 26-03-2025 مقرر کی گئی ہے۔ مزید معلومات کے لئے دفتر سے رجوع کریں۔ (398, 1004, 460, 1113)
court-notice-heading: کورٹ نوٹس (67, 647, 128, 654)
section-tag-number: چیپٹر 12 (234, 559, 260, 567)
section-tag (331, 341, 394, 349)
court-notice-heading: کورٹ نوٹس (67, 75, 128, 83)
section-tag-label: خرید فروخت (344, 1913, 370, 1918)
ad-text: کراچی میں شہری کی جانب سے درخواست دی گئی ہے کہ متعلقہ ادارے فوری کارروائی کریں۔ اعلان کیا جاتا ہے کہ مذکورہ جائیداد کے کاغذات گم ہو گئے ہیں، اگر کسی صاحب کو ملیں تو براہ کرم رابطہ کریں۔ عوام الناس کو مطلع کیا جاتا ہے کہ مقررہ تاریخ پر عدالت میں حاضر ہوں، بصورت دیگر یکطرفہ کارروائی عمل میں لائی جائے گی۔ ضرورت ہے تجربہ کار عملے کی، خواہشمند حضرات اپنی درخواستیں ارسال کریں۔ نیلام عام کی تاریخ 26-03-2025 مقرر کی گئی ہے۔ مزید معلومات کے لئے دفتر سے رجوع کریں۔ (197, 121, 260, 229)
section-tag-number: چیپٹر 14 (234, 1345, 260, 1353)
court-notice-text: کراچی میں شہری کی جانب سے درخواست دی گئی ہے کہ متعلقہ ادارے فوری کارروائی کریں۔ اعلان کیا جاتا ہے کہ مذکورہ جائیداد کے کاغذات گم ہو گئے ہیں، اگر کسی صاحب کو ملیں تو براہ کرم رابطہ کریں۔ عوام الناس کو مطلع کیا جاتا ہے کہ مقررہ تاریخ پر عدالت میں حاضر ہوں، بصورت دیگر یکطرفہ کارروائی عمل میں لائی جائے گی۔ ضرورت ہے تجربہ کار عملے کی، خواہشمند حضرات اپنی درخواستیں ارسال کریں۔ نیلام عام کی تاریخ 26-03-2025 مقرر کی گئی ہے۔ مزید معلومات کے لئے دفتر سے رجوع کریں۔ (2, 1253, 64, 1341)
section-tag (398, 1769, 460, 1778)
court-notice-text: کراچی میں شہری کی جانب سے درخواست دی گئی ہے کہ متعلقہ ادارے فوری کارروائی کریں۔ اعلان کیا جاتا ہے کہ مذکورہ جائیداد کے کاغذات گم ہو گئے ہیں، اگر کسی صاحب کو ملیں تو براہ کرم رابطہ کریں۔ عوام الناس کو مطلع کیا جاتا ہے کہ مقررہ تاریخ پر عدالت میں حاضر ہوں، بصورت دیگر یکطرفہ کارروائی عمل میں لائی جائے گی۔ ضرورت ہے تجربہ کار عملے کی، خواہشمند حضرات اپنی درخواستیں ارسال کریں۔ نیلام عام کی تاریخ 26-03-2025 مقرر کی گئی ہے۔ مزید معلومات کے لئے دفتر سے رجوع کریں۔ (132, 1036, 193, 1124)
court-notice-text: کراچی میں شہری کی جانب سے درخواست دی گئی ہے کہ متعلقہ ادارے فوری کارروائی کریں۔ اعلان کیا جاتا ہے کہ مذکورہ جائیداد کے کاغذات گم ہو گئے ہیں، اگر کسی صاحب کو ملیں تو براہ کرم رابطہ کریں۔ عوام الناس کو مطلع کیا جاتا ہے کہ مقررہ تاریخ پر عدالت میں حاضر ہوں، بصورت دیگر یکطرفہ کارروائی عمل میں لائی جائے گی۔ ضرورت ہے تجربہ کار عملے کی، خواہشمند حضرات اپنی درخواستیں ارسال کریں۔ نیلام عام کی تاریخ 26-03-2025 مقرر کی گئی ہے۔ مزید معلومات کے لئے دفتر سے رجوع کریں۔ (67, 172, 128, 260)
ad-text: کراچی میں شہری کی جانب سے درخواست دی گئی ہے کہ متعلقہ ادارے فوری کارروائی کریں۔ اعلان کیا جاتا ہے کہ مذکورہ جائیداد کے کاغذات گم ہو گئے ہیں، اگر کسی صاحب کو ملیں تو براہ کرم رابطہ کریں۔ عوام الناس کو مطلع کیا جاتا ہے کہ مقررہ تاریخ پر عدالت میں حاضر ہوں، بصورت دیگر یکطرفہ کارروائی عمل میں لائی جائے گی۔ ضرورت ہے تجربہ کار عملے کی، خواہشمند حضرات اپنی درخواستیں ارسال کریں۔ نیلام عام کی تاریخ 26-03-2025 مقرر کی گئی ہے۔ مزید معلومات کے لئے دفتر سے رجوع کریں۔ (464, 1222, 526, 1331)
ad-text: کراچی میں شہری کی جانب سے درخواست دی گئی ہے کہ متعلقہ ادارے فوری کارروائی کریں۔ اعلان کیا جاتا ہے کہ مذکورہ جائیداد کے کاغذات گم ہو گئے ہیں، اگر کسی صاحب کو ملیں تو براہ کرم رابطہ کریں۔ عوام الناس کو مطلع کیا جاتا ہے کہ مقررہ تاریخ پر عدالت میں حاضر ہوں، بصورت دیگر یکطرفہ کارروائی عمل میں لائی جائے گی۔ ضرورت ہے تجربہ کار عملے کی، خواہشمند حضرات اپنی درخواستیں ارسال کریں۔ نیلام عام کی تاریخ 26-03-2025 مقرر کی گئی ہے۔ مزید معلومات کے لئے دفتر سے رجوع کریں۔ (331, 2031, 394, 2140)
ad-text: کراچی میں شہری کی جانب سے درخواست دی گئی ہے کہ متعلقہ ادارے فوری کارروائی کریں۔ اعلان کیا جاتا ہے کہ مذکورہ جائیداد کے کاغذات گم ہو گئے ہیں، اگر کسی صاحب کو ملیں تو براہ کرم رابطہ کریں۔ عوام الناس کو مطلع کیا جاتا ہے کہ مقررہ تاریخ پر عدالت میں حاضر ہوں، بصورت دیگر یکطرفہ کارروائی عمل میں لائی جائے گی۔ ضرورت ہے تجربہ کار عملے کی، خواہشمند حضرات اپنی درخواستیں ارسال کریں۔ نیلام عام کی تاریخ 26-03-2025 مقرر کی گئی ہے۔ مزید معلومات کے لئے دفتر سے رجوع کریں۔ (264, 448, 327, 556)
ad-text: کراچی میں شہری کی جانب سے درخواست دی گئی ہے کہ متعلقہ ادارے فوری کارروائی کریں۔ اعلان کیا جاتا ہے کہ مذکورہ جائیداد کے کاغذات گم ہو گئے ہیں، اگر کسی صاحب کو ملیں تو براہ کرم رابطہ کریں۔ عوام الناس کو مطلع کیا جاتا ہے کہ مقررہ تاریخ پر عدالت میں حاضر ہوں، بصورت دیگر یکطرفہ کارروائی عمل میں لائی جائے گی۔ ضرورت ہے تجربہ کار عملے کی، خواہشمند حضرات اپنی درخواستیں ارسال کریں۔ نیلام عام کی تاریخ 26-03-2025 مقرر کی گئی ہے۔ مزید معلومات کے لئے دفتر سے رجوع کریں۔ (197, 2358, 260, 2466)
ad-text: کراچی میں شہری کی جانب سے درخواست دی گئی ہے کہ متعلقہ ادارے فوری کارروائی کریں۔ اعلان کیا جاتا ہے کہ مذکورہ جائیداد کے کاغذات گم ہو گئے ہیں، اگر کسی صاحب کو ملیں تو براہ کرم رابطہ کریں۔ عوام الناس کو مطلع کیا جاتا ہے کہ مقررہ تاریخ پر عدالت میں حاضر ہوں، بصورت دیگر یکطرفہ کارروائی عمل میں لائی جائے گی۔ ضرورت ہے تجربہ کار عملے کی، خواہشمند حضرات اپنی درخواستیں ارسال کریں۔ نیلام عام کی تاریخ 26-03-2025 مقرر کی گئی ہے۔ مزید معلومات کے لئے دفتر سے رجوع کریں۔ (264, 557, 327, 665)
ad-text: کراچی میں شہری کی جانب سے درخواست دی گئی ہے کہ متعلقہ ادارے فوری کارروائی کریں۔ اعلان کیا جاتا ہے کہ مذکورہ جائیداد کے کاغذات گم ہو گئے ہیں، اگر کسی صاحب کو ملیں تو براہ کرم رابطہ کریں۔ عوام الناس کو مطلع کیا جاتا ہے کہ مقررہ تاریخ پر عدالت میں حاضر ہوں، بصورت دیگر یکطرفہ کارروائی عمل میں لائی جائے گی۔ ضرورت ہے تجربہ کار عملے کی، خواہشمند حضرات اپنی درخواستیں ارسال کریں۔ نیلام عام کی تاریخ 26-03-2025 مقرر کی گئی ہے۔ مزید معلومات کے لئے دفتر سے رجوع کریں۔ (398, 1888, 460, 1996)
section-tag-label: تعلیم (289, 1236, 300, 1241)
ad-text: کراچی میں شہری کی جانب سے درخواست دی گئی ہے کہ متعلقہ ادارے فوری کارروائی کریں۔ اعلان کیا جاتا ہے کہ مذکورہ جائیداد کے کاغذات گم ہو گئے ہیں، اگر کسی صاحب کو ملیں تو براہ کرم رابطہ کریں۔ عوام الناس کو مطلع کیا جاتا ہے کہ مقررہ تاریخ پر عدالت میں حاضر ہوں، بصورت دیگر یکطرفہ کارروائی عمل میں لائی جائے گی۔ ضرورت ہے تجربہ کار عملے کی، خواہشمند حضرات اپنی درخواستیں ارسال کریں۔ نیلام عام کی تاریخ 26-03-2025 مقرر کی گئی ہے۔ مزید معلومات کے لئے دفتر سے رجوع کریں۔ (264, 1899, 327, 2008)
court-notice-text: کراچی میں شہری کی جانب سے درخواست دی گئی ہے کہ متعلقہ ادارے فوری کارروائی کریں۔ اعلان کیا جاتا ہے کہ مذکورہ جائیداد کے کاغذات گم ہو گئے ہیں، اگر کسی صاحب کو ملیں تو براہ کرم رابطہ کریں۔ عوام الناس کو مطلع کیا جاتا ہے کہ مقررہ تاریخ پر عدالت میں حاضر ہوں، بصورت دیگر یکطرفہ کارروائی عمل میں لائی جائے گی۔ ضرورت ہے تجربہ کار عملے کی، خواہشمند حضرات اپنی درخواستیں ارسال کریں۔ نیلام عام کی تاریخ 26-03-2025 مقرر کی گئی ہے۔ مزید معلومات کے لئے دفتر سے رجوع کریں۔ (67, 84, 128, 172)
court-notice-heading: کورٹ نوٹس (132, 75, 193, 83)
ad-text: کراچی میں شہری کی جانب سے درخواست دی گئی ہے کہ متعلقہ ادارے فوری کارروائی کریں۔ اعلان کیا جاتا ہے کہ مذکورہ جائیداد کے کاغذات گم ہو گئے ہیں، اگر کسی صاحب کو ملیں تو براہ کرم رابطہ کریں۔ عوام الناس کو مطلع کیا جاتا ہے کہ مقررہ تاریخ پر عدالت میں حاضر ہوں، بصورت دیگر یکطرفہ کارروائی عمل میں لائی جائے گی۔ ضرورت ہے تجربہ کار عملے کی، خواہشمند حضرات اپنی درخواستیں ارسال کریں۔ نیلام عام کی تاریخ 26-03-2025 مقرر کی گئی ہے۔ مزید معلومات کے لئے دفتر سے رجوع کریں۔ (398, 786, 460, 895)
ad-text: کراچی میں شہری کی جانب سے درخواست دی گئی ہے کہ متعلقہ ادارے فوری کارروائی کریں۔ اعلان کیا جاتا ہے کہ مذکورہ جائیداد کے کاغذات گم ہو گئے ہیں، اگر کسی صاحب کو ملیں تو براہ کرم رابطہ کریں۔ عوام الناس کو مطلع کیا جاتا ہے کہ مقررہ تاریخ پر عدالت میں حاضر ہوں، بصورت دیگر یکطرفہ کارروائی عمل میں لائی جائے گی۔ ضرورت ہے تجربہ کار عملے کی، خواہشمند حضرات اپنی درخواستیں ارسال کریں۔ نیلام عام کی تاریخ 26-03-2025 مقرر کی گئی ہے۔ مزید معلومات کے لئے دفتر سے رجوع کریں۔ (197, 677, 260, 786)
ad-text: کراچی میں شہری کی جانب سے درخواست دی گئی ہے کہ متعلقہ ادارے فوری کارروائی کریں۔ اعلان کیا جاتا ہے کہ مذکورہ جائیداد کے کاغذات گم ہو گئے ہیں، اگر کسی صاحب کو ملیں تو براہ کرم رابطہ کریں۔ عوام الناس کو مطلع کیا جاتا ہے کہ مقررہ تاریخ پر عدالت میں حاضر ہوں، بصورت دیگر یکطرفہ کارروائی عمل میں لائی جائے گی۔ ضرورت ہے تجربہ کار عملے کی، خواہشمند حضرات اپنی درخواستیں ارسال کریں۔ نیلام عام کی تاریخ 26-03-2025 مقرر کی گئی ہے۔ مزید معلومات کے لئے دفتر سے رجوع کریں۔ (331, 1584, 394, 1692)
court-notice-text: کراچی میں شہری کی جانب سے درخواست دی گئی ہے کہ متعلقہ ادارے فوری کارروائی کریں۔ اعلان کیا جاتا ہے کہ مذکورہ جائیداد کے کاغذات گم ہو گئے ہیں، اگر کسی صاحب کو ملیں تو براہ کرم رابطہ کریں۔ عوام الناس کو مطلع کیا جاتا ہے کہ مقررہ تاریخ پر عدالت میں حاضر ہوں، بصورت دیگر یکطرفہ کارروائی عمل میں لائی جائے گی۔ ضرورت ہے تجربہ کار عملے کی، خواہشمند حضرات اپنی درخواستیں ارسال کریں۔ نیلام عام کی تاریخ 26-03-2025 مقرر کی گئی ہے۔ مزید معلومات کے لئے دفتر سے رجوع کریں۔ (67, 1124, 128, 1212)
agency-code: Best-1 (132, 260, 144, 264)
court-notice-text: کراچی میں شہری کی جانب سے درخواست دی گئی ہے کہ متعلقہ ادارے فوری کارروائی کریں۔ اعلان کیا جاتا ہے کہ مذکورہ جائیداد کے کاغذات گم ہو گئے ہیں، اگر کسی صاحب کو ملیں تو براہ کرم رابطہ کریں۔ عوام الناس کو مطلع کیا جاتا ہے کہ مقررہ تاریخ پر عدالت میں حاضر ہوں، بصورت دیگر یکطرفہ کارروائی عمل میں لائی جائے گی۔ ضرورت ہے تجربہ کار عملے کی، خواہشمند حضرات اپنی درخواستیں ارسال کریں۔ نیلام عام کی تاریخ 26-03-2025 مقرر کی گئی ہے۔ مزید معلومات کے لئے دفتر سے رجوع کریں۔ (132, 1124, 193, 1212)
ad-text: کراچی میں شہری کی جانب سے درخواست دی گئی ہے کہ متعلقہ ادارے فوری کارروائی کریں۔ اعلان کیا جاتا ہے کہ مذکورہ جائیداد کے کاغذات گم ہو گئے ہیں، اگر کسی صاحب کو ملیں تو براہ کرم رابطہ کریں۔ عوام الناس کو مطلع کیا جاتا ہے کہ مقررہ تاریخ پر عدالت میں حاضر ہوں، بصورت دیگر یکطرفہ کارروائی عمل میں لائی جائے گی۔ ضرورت ہے تجربہ کار عملے کی، خواہشمند حضرات اپنی درخواستیں ارسال کریں۔ نیلام عام کی تاریخ 26-03-2025 مقرر کی گئی ہے۔ مزید معلومات کے لئے دفتر سے رجوع کریں۔ (398, 557, 460, 665)
court-notice-text: کراچی میں شہری کی جانب سے درخواست دی گئی ہے کہ متعلقہ ادارے فوری کارروائی کریں۔ اعلان کیا جاتا ہے کہ مذکورہ جائیداد کے کاغذات گم ہو گئے ہیں، اگر کسی صاحب کو ملیں تو براہ کرم رابطہ کریں۔ عوام الناس کو مطلع کیا جاتا ہے کہ مقررہ تاریخ پر عدالت میں حاضر ہوں، بصورت دیگر یکطرفہ کارروائی عمل میں لائی جائے گی۔ ضرورت ہے تجربہ کار عملے کی، خواہشمند حضرات اپنی درخواستیں ارسال کریں۔ نیلام عام کی تاریخ 26-03-2025 مقرر کی گئی ہے۔ مزید معلومات کے لئے دفتر سے رجوع کریں۔ (67, 553, 128, 641)
court-notice-text: کراچی میں شہری کی جانب سے درخواست دی گئی ہے کہ متعلقہ ادارے فوری کارروائی کریں۔ اعلان کیا جاتا ہے کہ مذکورہ جائیداد کے کاغذات گم ہو گئے ہیں، اگر کسی صاحب کو ملیں تو براہ کرم رابطہ کریں۔ عوام الناس کو مطلع کیا جاتا ہے کہ مقررہ تاریخ پر عدالت میں حاضر ہوں، بصورت دیگر یکطرفہ کارروائی عمل میں لائی جائے گی۔ ضرورت ہے تجربہ کار عملے کی، خواہشمند حضرات اپنی درخواستیں ارسال کریں۔ نیلام عام کی تاریخ 26-03-2025 مقرر کی گئی ہے۔ مزید معلومات کے لئے دفتر سے رجوع کریں۔ (67, 934, 128, 1021)
court-notice-text: کراچی میں شہری کی جانب سے درخواست دی گئی ہے کہ متعلقہ ادارے فوری کارروائی کریں۔ اعلان کیا جاتا ہے کہ مذکورہ جائیداد کے کاغذات گم ہو گئے ہیں، اگر کسی صاحب کو ملیں تو براہ کرم رابطہ کریں۔ عوام الناس کو مطلع کیا جاتا ہے کہ مقررہ تاریخ پر عدالت میں حاضر ہوں، بصورت دیگر یکطرفہ کارروائی عمل میں لائی جائے گی۔ ضرورت ہے تجربہ کار عملے کی، خواہشمند حضرات اپنی درخواستیں ارسال کریں۔ نیلام عام کی تاریخ 26-03-2025 مقرر کی گئی ہے۔ مزید معلومات کے لئے دفتر سے رجوع کریں۔ (2, 1355, 64, 1443)
ad-text: کراچی میں شہری کی جانب سے درخواست دی گئی ہے کہ متعلقہ ادارے فوری کارروائی کریں۔ اعلان کیا جاتا ہے کہ مذکورہ جائیداد کے کاغذات گم ہو گئے ہیں، اگر کسی صاحب کو ملیں تو براہ کرم رابطہ کریں۔ عوام الناس کو مطلع کیا جاتا ہے کہ مقررہ تاریخ پر عدالت میں حاضر ہوں، بصورت دیگر یکطرفہ کارروائی عمل میں لائی جائے گی۔ ضرورت ہے تجربہ کار عملے کی، خواہشمند حضرات اپنی درخواستیں ارسال کریں۔ نیلام عام کی تاریخ 26-03-2025 مقرر کی گئی ہے۔ مزید معلومات کے لئے دفتر سے رجوع کریں۔ (331, 121, 394, 229)
ad-text: کراچی میں شہری کی جانب سے درخواست دی گئی ہے کہ متعلقہ ادارے فوری کارروائی کریں۔ اعلان کیا جاتا ہے کہ مذکورہ جائیداد کے کاغذات گم ہو گئے ہیں، اگر کسی صاحب کو ملیں تو براہ کرم رابطہ کریں۔ عوام الناس کو مطلع کیا جاتا ہے کہ مقررہ تاریخ پر عدالت میں حاضر ہوں، بصورت دیگر یکطرفہ کارروائی عمل میں لائی جائے گی۔ ضرورت ہے تجربہ کار عملے کی، خواہشمند حضرات اپنی درخواستیں ارسال کریں۔ نیلام عام کی تاریخ 26-03-2025 مقرر کی گئی ہے۔ مزید معلومات کے لئے دفتر سے رجوع کریں۔ (197, 1234, 260, 1342)
ad-text: کراچی میں شہری کی جانب سے درخواست دی گئی ہے کہ متعلقہ ادارے فوری کارروائی کریں۔ اعلان کیا جاتا ہے کہ مذکورہ جائیداد کے کاغذات گم ہو گئے ہیں، اگر کسی صاحب کو ملیں تو براہ کرم رابطہ کریں۔ عوام الناس کو مطلع کیا جاتا ہے کہ مقررہ تاریخ پر عدالت میں حاضر ہوں، بصورت دیگر یکطرفہ کارروائی عمل میں لائی جائے گی۔ ضرورت ہے تجربہ کار عملے کی، خواہشمند حضرات اپنی درخواستیں ارسال کریں۔ نیلام عام کی تاریخ 26-03-2025 مقرر کی گئی ہے۔ مزید معلومات کے لئے دفتر سے رجوع کریں۔ (197, 1354, 260, 1463)
court-notice-text: کراچی میں شہری کی جانب سے درخواست دی گئی ہے کہ متعلقہ ادارے فوری کارروائی کریں۔ اعلان کیا جاتا ہے کہ مذکورہ جائیداد کے کاغذات گم ہو گئے ہیں، اگر کسی صاحب کو ملیں تو براہ کرم رابطہ کریں۔ عوام الناس کو مطلع کیا جاتا ہے کہ مقررہ تاریخ پر عدالت میں حاضر ہوں، بصورت دیگر یکطرفہ کارروائی عمل میں لائی جائے گی۔ ضرورت ہے تجربہ کار عملے کی، خواہشمند حضرات اپنی درخواستیں ارسال کریں۔ نیلام عام کی تاریخ 26-03-2025 مقرر کی گئی ہے۔ مزید معلومات کے لئے دفتر سے رجوع کریں۔ (2, 1165, 64, 1253)
section-tag (464, 14, 526, 23)
ad-text: کراچی میں شہری کی جانب سے درخواست دی گئی ہے کہ متعلقہ ادارے فوری کارروائی کریں۔ اعلان کیا جاتا ہے کہ مذکورہ جائیداد کے کاغذات گم ہو گئے ہیں، اگر کسی صاحب کو ملیں تو براہ کرم رابطہ کریں۔ عوام الناس کو مطلع کیا جاتا ہے کہ مقررہ تاریخ پر عدالت میں حاضر ہوں، بصورت دیگر یکطرفہ کارروائی عمل میں لائی جائے گی۔ ضرورت ہے تجربہ کار عملے کی، خواہشمند حضرات اپنی درخواستیں ارسال کریں۔ نیلام عام کی تاریخ 26-03-2025 مقرر کی گئی ہے۔ مزید معلومات کے لئے دفتر سے رجوع کریں۔ (331, 12, 394, 121)
court-notice-text: کراچی میں شہری کی جانب سے درخواست دی گئی ہے کہ متعلقہ ادارے فوری کارروائی کریں۔ اعلان کیا جاتا ہے کہ مذکورہ جائیداد کے کاغذات گم ہو گئے ہیں، اگر کسی صاحب کو ملیں تو براہ کرم رابطہ کریں۔ عوام الناس کو مطلع کیا جاتا ہے کہ مقررہ تاریخ پر عدالت میں حاضر ہوں، بصورت دیگر یکطرفہ کارروائی عمل میں لائی جائے گی۔ ضرورت ہے تجربہ کار عملے کی، خواہشمند حضرات اپنی درخواستیں ارسال کریں۔ نیلام عام کی تاریخ 26-03-2025 مقرر کی گئی ہے۔ مزید معلومات کے لئے دفتر سے رجوع کریں۔ (67, 465, 128, 553)
ad-text: کراچی میں شہری کی جانب سے درخواست دی گئی ہے کہ متعلقہ ادارے فوری کارروائی کریں۔ اعلان کیا جاتا ہے کہ مذکورہ جائیداد کے کاغذات گم ہو گئے ہیں، اگر کسی صاحب کو ملیں تو براہ کرم رابطہ کریں۔ عوام الناس کو مطلع کیا جاتا ہے کہ مقررہ تاریخ پر عدالت میں حاضر ہوں، بصورت دیگر یکطرفہ کارروائی عمل میں لائی جائے گی۔ ضرورت ہے تجربہ کار عملے کی، خواہشمند حضرات اپنی درخواستیں ارسال کریں۔ نیلام عام کی تاریخ 26-03-2025 مقرر کی گئی ہے۔ مزید معلومات کے لئے دفتر سے رجوع کریں۔ (197, 1584, 260, 1692)
court-notice-heading: کورٹ نوٹس (67, 1408, 128, 1415)
ad-text: کراچی میں شہری کی جانب سے درخواست دی گئی ہے کہ متعلقہ ادارے فوری کارروائی کریں۔ اعلان کیا جاتا ہے کہ مذکورہ جائیداد کے کاغذات گم ہو گئے ہیں، اگر کسی صاحب کو ملیں تو براہ کرم رابطہ کریں۔ عوام الناس کو مطلع کیا جاتا ہے کہ مقررہ تاریخ پر عدالت میں حاضر ہوں، بصورت دیگر یکطرفہ کارروائی عمل میں لائی جائے گی۔ ضرورت ہے تجربہ کار عملے کی، خواہشمند حضرات اپنی درخواستیں ارسال کریں۔ نیلام عام کی تاریخ 26-03-2025 مقرر کی گئی ہے۔ مزید معلومات کے لئے دفتر سے رجوع کریں۔ (398, 448, 460, 556)
court-notice-text: کراچی میں شہری کی جانب سے درخواست دی گئی ہے کہ متعلقہ ادارے فوری کارروائی کریں۔ اعلان کیا جاتا ہے کہ مذکورہ جائیداد کے کاغذات گم ہو گئے ہیں، اگر کسی صاحب کو ملیں تو براہ کرم رابطہ کریں۔ عوام الناس کو مطلع کیا جاتا ہے کہ مقررہ تاریخ پر عدالت میں حاضر ہوں، بصورت دیگر یکطرفہ کارروائی عمل میں لائی جائے گی۔ ضرورت ہے تجربہ کار عملے کی، خواہشمند حضرات اپنی درخواستیں ارسال کریں۔ نیلام عام کی تاریخ 26-03-2025 مقرر کی گئی ہے۔ مزید معلومات کے لئے دفتر سے رجوع کریں۔ (132, 275, 193, 362)
ad-text: کراچی میں شہری کی جانب سے درخواست دی گئی ہے کہ متعلقہ ادارے فوری کارروائی کریں۔ اعلان کیا جاتا ہے کہ مذکورہ جائیداد کے کاغذات گم ہو گئے ہیں، اگر کسی صاحب کو ملیں تو براہ کرم رابطہ کریں۔ عوام الناس کو مطلع کیا جاتا ہے کہ مقررہ تاریخ پر عدالت میں حاضر ہوں، بصورت دیگر یکطرفہ کارروائی عمل میں لائی جائے گی۔ ضرورت ہے تجربہ کار عملے کی، خواہشمند حضرات اپنی درخواستیں ارسال کریں۔ نیلام عام کی تاریخ 26-03-2025 مقرر کی گئی ہے۔ مزید معلومات کے لئے دفتر سے رجوع کریں۔ (464, 460, 526, 568)
section-tag (197, 559, 260, 567)
classified-column-1 (462, 12, 528, 1549)
ad-text: کراچی میں شہری کی جانب سے درخواست دی گئی ہے کہ متعلقہ ادارے فوری کارروائی کریں۔ اعلان کیا جاتا ہے کہ مذکورہ جائیداد کے کاغذات گم ہو گئے ہیں، اگر کسی صاحب کو ملیں تو براہ کرم رابطہ کریں۔ عوام الناس کو مطلع کیا جاتا ہے کہ مقررہ تاریخ پر عدالت میں حاضر ہوں، بصورت دیگر یکطرفہ کارروائی عمل میں لائی جائے گی۔ ضرورت ہے تجربہ کار عملے کی، خواہشمند حضرات اپنی درخواستیں ارسال کریں۔ نیلام عام کی تاریخ 26-03-2025 مقرر کی گئی ہے۔ مزید معلومات کے لئے دفتر سے رجوع کریں۔ (464, 895, 526, 1004)
agency-code: Best-2 (132, 451, 144, 455)
agency-code: Best-5 (67, 1022, 79, 1026)
section-tag (331, 1235, 394, 1244)
court-notice-text: کراچی میں شہری کی جانب سے درخواست دی گئی ہے کہ متعلقہ ادارے فوری کارروائی کریں۔ اعلان کیا جاتا ہے کہ مذکورہ جائیداد کے کاغذات گم ہو گئے ہیں، اگر کسی صاحب کو ملیں تو براہ کرم رابطہ کریں۔ عوام الناس کو مطلع کیا جاتا ہے کہ مقررہ تاریخ پر عدالت میں حاضر ہوں، بصورت دیگر یکطرفہ کارروائی عمل میں لائی جائے گی۔ ضرورت ہے تجربہ کار عملے کی، خواہشمند حضرات اپنی درخواستیں ارسال کریں۔ نیلام عام کی تاریخ 26-03-2025 مقرر کی گئی ہے۔ مزید معلومات کے لئے دفتر سے رجوع کریں۔ (132, 655, 193, 743)
section-tag-label: کاروبار (286, 898, 300, 903)
ad-text: کراچی میں شہری کی جانب سے درخواست دی گئی ہے کہ متعلقہ ادارے فوری کارروائی کریں۔ اعلان کیا جاتا ہے کہ مذکورہ جائیداد کے کاغذات گم ہو گئے ہیں، اگر کسی صاحب کو ملیں تو براہ کرم رابطہ کریں۔ عوام الناس کو مطلع کیا جاتا ہے کہ مقررہ تاریخ پر عدالت میں حاضر ہوں، بصورت دیگر یکطرفہ کارروائی عمل میں لائی جائے گی۔ ضرورت ہے تجربہ کار عملے کی، خواہشمند حضرات اپنی درخواستیں ارسال کریں۔ نیلام عام کی تاریخ 26-03-2025 مقرر کی گئی ہے۔ مزید معلومات کے لئے دفتر سے رجوع کریں۔ (197, 1463, 260, 1572)
section-tag (331, 1006, 394, 1015)
court-notice-text: کراچی میں شہری کی جانب سے درخواست دی گئی ہے کہ متعلقہ ادارے فوری کارروائی کریں۔ اعلان کیا جاتا ہے کہ مذکورہ جائیداد کے کاغذات گم ہو گئے ہیں، اگر کسی صاحب کو ملیں تو براہ کرم رابطہ کریں۔ عوام الناس کو مطلع کیا جاتا ہے کہ مقررہ تاریخ پر عدالت میں حاضر ہوں، بصورت دیگر یکطرفہ کارروائی عمل میں لائی جائے گی۔ ضرورت ہے تجربہ کار عملے کی، خواہشمند حضرات اپنی درخواستیں ارسال کریں۔ نیلام عام کی تاریخ 26-03-2025 مقرر کی گئی ہے۔ مزید معلومات کے لئے دفتر سے رجوع کریں۔ (2, 23, 64, 110)
agency-code: Best-4 (132, 832, 144, 835)
court-notice-text: کراچی میں شہری کی جانب سے درخواست دی گئی ہے کہ متعلقہ ادارے فوری کارروائی کریں۔ اعلان کیا جاتا ہے کہ مذکورہ جائیداد کے کاغذات گم ہو گئے ہیں، اگر کسی صاحب کو ملیں تو براہ کرم رابطہ کریں۔ عوام الناس کو مطلع کیا جاتا ہے کہ مقررہ تاریخ پر عدالت میں حاضر ہوں، بصورت دیگر یکطرفہ کارروائی عمل میں لائی جائے گی۔ ضرورت ہے تجربہ کار عملے کی، خواہشمند حضرات اپنی درخواستیں ارسال کریں۔ نیلام عام کی تاریخ 26-03-2025 مقرر کی گئی ہے۔ مزید معلومات کے لئے دفتر سے رجوع کریں۔ (67, 743, 128, 831)
section-tag-number: چیپٹر 15 (234, 1574, 260, 1582)
court-notice-heading: کورٹ نوٹس (132, 1218, 193, 1225)
ad-text: کراچی میں شہری کی جانب سے درخواست دی گئی ہے کہ متعلقہ ادارے فوری کارروائی کریں۔ اعلان کیا جاتا ہے کہ مذکورہ جائیداد کے کاغذات گم ہو گئے ہیں، اگر کسی صاحب کو ملیں تو براہ کرم رابطہ کریں۔ عوام الناس کو مطلع کیا جاتا ہے کہ مقررہ تاریخ پر عدالت میں حاضر ہوں، بصورت دیگر یکطرفہ کارروائی عمل میں لائی جائے گی۔ ضرورت ہے تجربہ کار عملے کی، خواہشمند حضرات اپنی درخواستیں ارسال کریں۔ نیلام عام کی تاریخ 26-03-2025 مقرر کی گئی ہے۔ مزید معلومات کے لئے دفتر سے رجوع کریں۔ (264, 121, 327, 229)
